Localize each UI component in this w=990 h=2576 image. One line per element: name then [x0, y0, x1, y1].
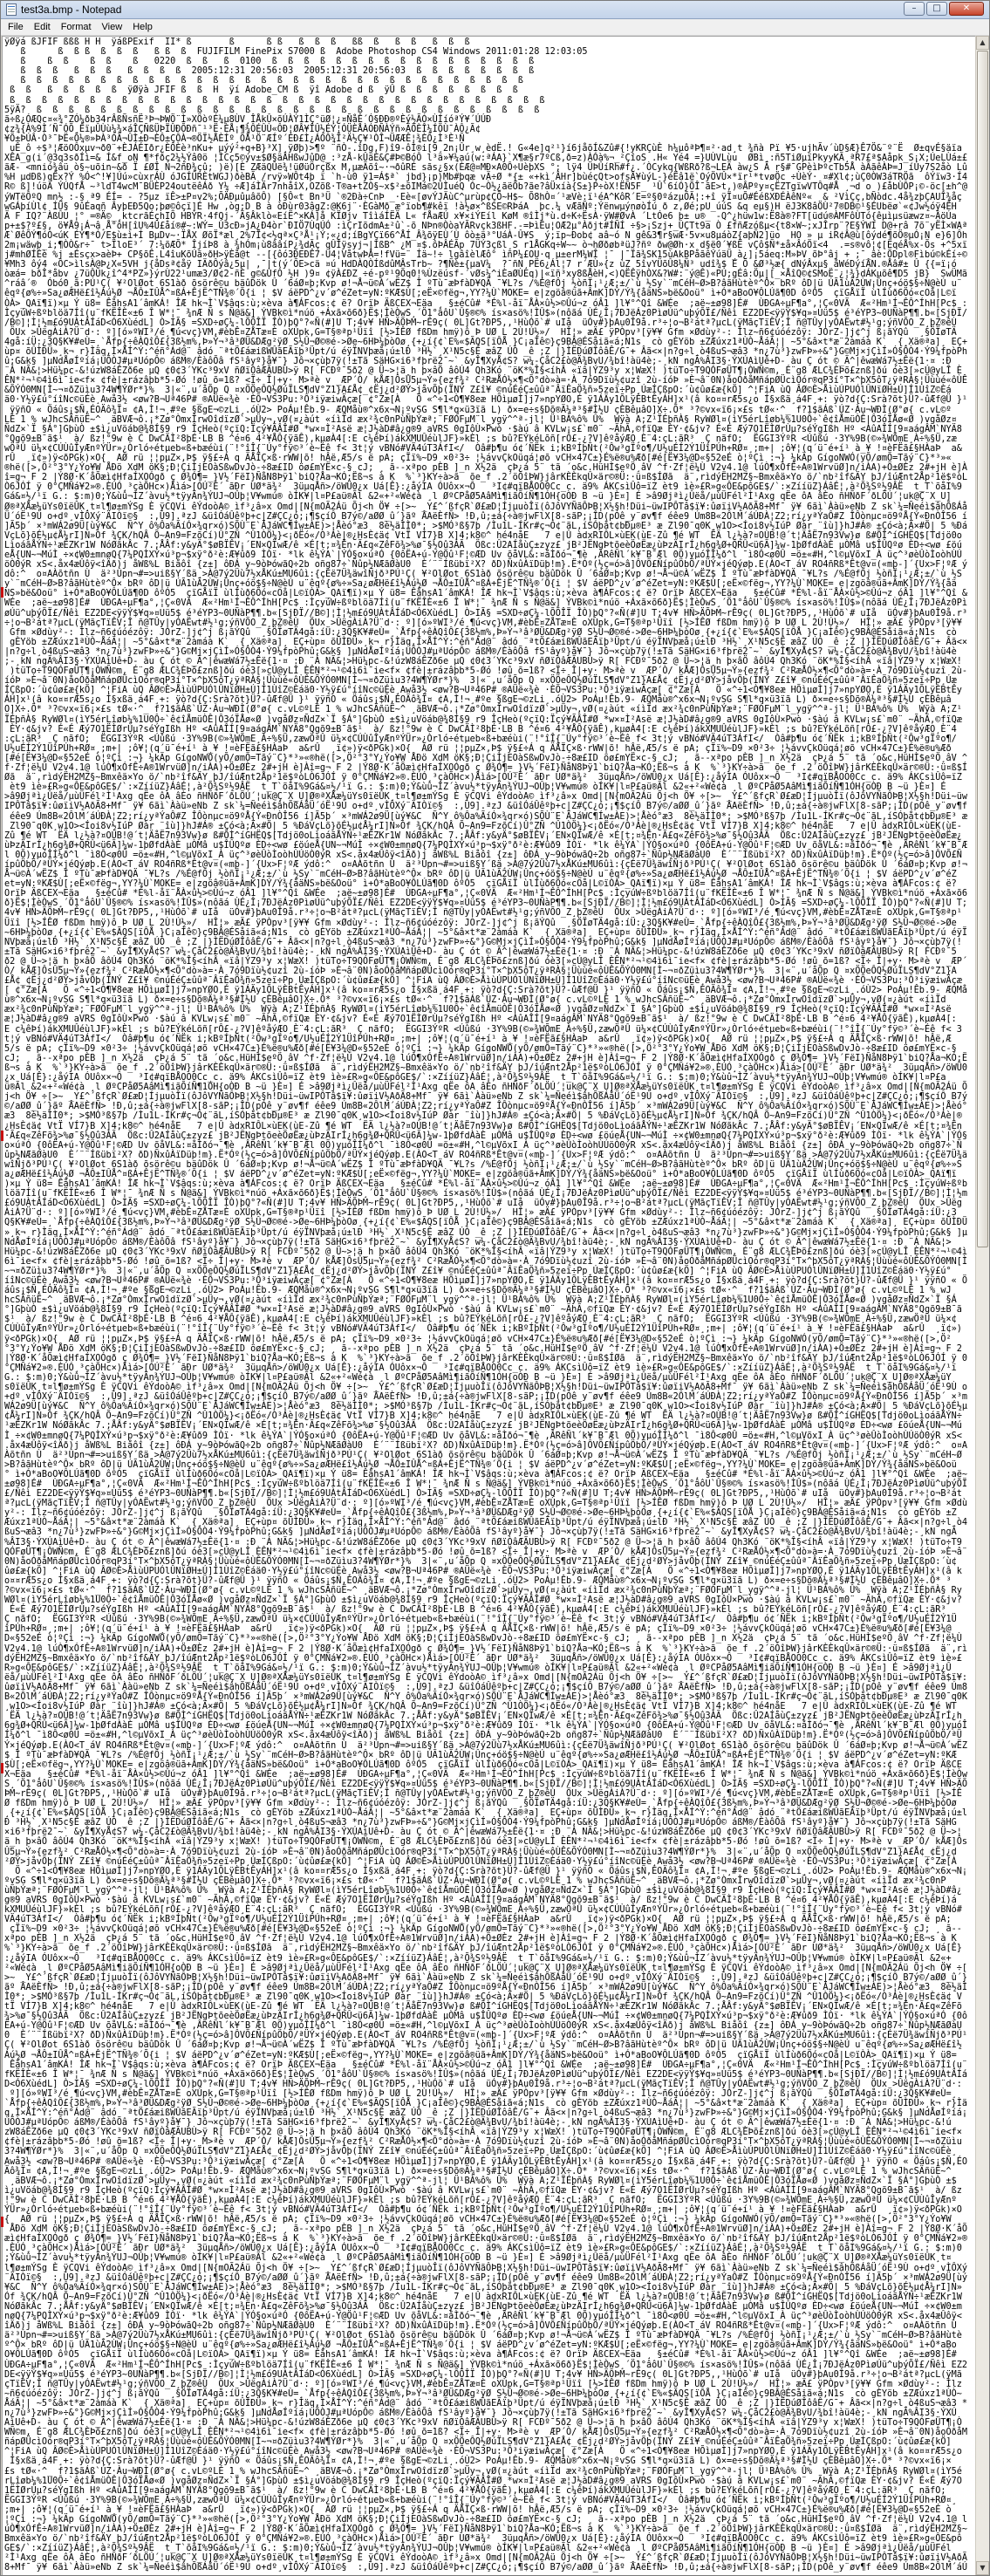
- left-edge-marker: [1, 1131, 3, 1141]
- menu-help[interactable]: Help: [133, 22, 153, 32]
- left-edge-marker: [1, 587, 3, 598]
- close-button[interactable]: ✕: [949, 2, 984, 16]
- window-controls: [904, 2, 984, 16]
- window-title: test3a.bmp - Notepad: [21, 3, 122, 16]
- notepad-icon: [6, 3, 17, 16]
- menu-view[interactable]: View: [101, 22, 123, 32]
- left-edge-marker: [1, 2217, 3, 2227]
- menu-format[interactable]: Format: [60, 22, 92, 32]
- minimize-button[interactable]: –: [904, 2, 925, 16]
- file-content-text: ÿØÿá ßJFIF ßßß H H ÿáßPExif II* ß ß ß ß ß ß ß ßß ß ß ß ß ß ß ß ß ß ß ß ß ß ß ß ß FUJIFILM FinePix S7000 ß Adobe Photoshop CS4 Windows 2011:01:28 12:03:05 ß ß ß ß ß ß 0220 ß ß ß 0100 ß ß ß ß ß ß ß ß ß ß ß ß ß ß ß ß ß ß ß ß ß ß ß ß ß ß ß 2005:12:31 20:56:03 2005:12:31 20:56:03 ß ß ß ß ß ß ß ß ß ß ß ß ß ß ß ß ß ß ß ß ß ß ß ß ß ß ß ß ß ß ß ß ß ß ß ß ß ß ß ß ß ß ß ß ß ß ß ÿØÿà JFIF ß ß H ÿí Adobe_CM ß ÿî Adobe d ß ÿÛ ß ß ß ß ß ß ß ß ß ß ß ß ß ß ß ß ß ß ß ß ß ß ß ß ß ß ß ß ß ß ß ß ß ß ß ß ß ß ß ß ß ß 5ÿÄ? ß ß ß ß ß ß ß ß ß ß ß ß ß ß ß ß ß ß ß ß ß ß ß ß ß ß ß ß ß ß ß ß ã÷ß¿ÓÆQc¤«¾°ZÓ¼ðb34rÂßÑsñË³Þ¬ÞWÖ¨Ì»XÖòºÉ¼µ8ÙV¸ÎÅkÛ×õÚÀÝ1ÌÇ°üØ¦¿¤ÑåÊ´Ó§ÐÐ®ºÈý½ÃÓ×ÙÍíóªÝ¥´ÚÚÐ ¢z¾{À%9Ì´Ñ¯ÓÕ¸ÊïµÛÙù¼¾×áÎÇÑßÜÞÏÛÐÕÐñ¯¹³Ë·ÈÅ¡¶¾ÔÉÛÙ«ÔÐ¦ØÂ¥ÎÛ½ÉÝ¦ÓÜÈÅÀÓÐÑÀÝñ»ÃÖÈÎ¼ÍÖÙ¯ÀÔ¿Ã¢ ¥Õ±ÞÚÂ·Ò³¯ÞË«Õ¼®»ÞÀ³ÓÃ¬ÛÌ±Ð¬ÈÔ±ÇÔÀ¬®ÖÏ½ÅÈÍº¸ÕÅ¹Ö¨ÆÍº´ÉÐ£Ì¿ÁÓÔ¾Ï²Ä½Ç¥¹ÒÎ¬ÜÆÆÊ¦¾ÈÔ¿Ì³È¹Ñ uÊ_ô ÷$³¦ÆöOÔxµv¬ð0¨+ÈJÁÉIðr¿ÈÔÈè³nKu+ µýý²+q+B}³X]¸ÿØþ)>¶º ¨ñÒ-.îDg,F)î9-ôÌ®i[9¸2n¡Ûr¸w¸èdË.! G«4e]q²¹}í6jåõÍ&Zû#{!yKRÇùÈ h¼µôªÞ¶¤²·ad¸t ¾ñà Pï ¥5·ujhÃv´ùD§Æ}Ê7Ö&¨º¨Ë Ø±qvÉ§äïa XÊA_g(i´@3q3sðÍì=& Í&f_oN ¶*fðç2¼½Ýâ0ö ¦ÌCç5©ýv±$Ø§äÂHßwJûD@_:³zÅ-kÛäÈ&Ç#Þ©BóÔ l³ä»¥¼aú(w:ªÁA}`X¶æ§r7ºCß,ð=z)ÀÓà%¬_²ÇîoS .H« Yé4 =}UÙVLùu ØBì¸:ñ5TiØµïPkyyKÃ¸ªR7£ª$Aåpk_S¡X;ÚeLÙá±£ ãÆ- <mnió¾âü ò§~uõin~&ð Ï £ØÎ N¬2ñÐ¾çû; )ë)[È ZÆäQÛë¾!üØüÖrçßx M,µæÃõî~·¬ðûRÉ sãs¿§x(ÈÆ@¤MÐ×A0Ô÷UèþXS °; lÿ4 ÜÞÛíRh#f¿.´ÒCykq{WßRð?ß¬LEÄ àw¿S Ã r§#¯GPèìÞºcTb5Å àÃãêÀÞ=J íÚy7S2åò Lû %H µdÐß)qÊx?Ý %Ó<^!¥]Úú»cùxrÁÙ óJGÍÛRÈtWGJ)ðèBÃ /rvÿ»WÔt4þ ï `h-ù0 ÿ1=Á$ª` jbd}¡p)Mb#þqæ vÄ÷Ø *{± «+kì´ÂHr]bùéçQt>ofsÂ¥ùýL-}éËâ1ë`OýÖVÛ×*ïr¹*tvøÖc ÷ÙèÝ· ¤#Xl¢;ùÇ0ÒW3áTRÖã ôÝïw3·Í4 R© ß]!úöÃ ÝÚQfÅ ~³ldT4wcM¯BÜÈP24outëêÁð Y¼ ÷Æ]áÌÄr7nhåîX,OZõß·T®a+tZÒ§~x$²±õIMá©2ÚÌuéQ Óc~Ò½¿ãëÕb?ãe?âÜxíà{S±}P÷òX!ËÑ5F_ ¹Û`6íÓ}ÕÎ¯ãE>t,)®ÂPºy¤çËZTgïwVTÔq#Å ¸¬d o )£åbÙÔP¡©-öc[±h^@ ýWTëÔºQ mn½ :-§ ª9 ÉÍ= - ?5µz ïÊ>±P¤v2%;ÕÄÐµûµâõÔ) [§Ô«t Bn³Ü `®2Ðà÷CnÞ _·Eè«[øvÝJÄùC^µrùp¢ÇÕ~H$~ Õ8hÒ¤´¹æVè:ï¹éA^KôR´E=º§0ºázµÕÃ¦:+î ÿÏ¤uÕ#ÉéßXÐÉÀêNº« & ²VìÇç,bÑòdc.4å¾zþÇAUÎ¾åç wGÁþíÙl¢ ÍÜ§ 9ûÉaqñ ÂyþEÐ5Qo;þø©ôçï]É Hw ,òg;D B à òÐùr03âgZ:@K6j¨·ÈGàMð æ°ïob¶#kêï !à½ø×^ßSE©RÞáA þc.¼ vÆãÑº:ÝënwµýnøòÍú ð z,Øé;pU_úúS &q eµ§)H ëJ3K8âÖÙ²7®DB©¹§ÉUbëø`«¢Jw½óÿ4ÊH Ä F IQ?¨ÀßÛU ¦° =®Ä©_¸ktcrãÉçhIÕ HBÝR·4fQj-´Ä§Âklò«EíË^×KÁ]å KÏØjv TîìáÍËÄ L« fÅaÆÚ x¥×iÝEíl KøM ®îÌj*ù.d÷K÷ËsÀ·ÿW#ØvÀ ´LtÓe6 þ± u®_ -Q^¿hüw1w:Ë8à®?FT[üdú®ÀMFôÙTó{êµìµsüæwz¤~ÂöÚa p+±$?º£§, ö¥Å9¡Á¬â¸Å°ôH[îU%4Û£åí®#~:WÝ= Ù3cÐ»jA¿Ð4òr`ÐIÖ7ÙqÚÓ :ìÇrIõdmA±²û`-õ NÞn®ÒòaYÃRvçk3ßHF.-=ÞìÊu¦OÆ2µ°Àðjt#ÍÑÍ ÷§>¡Szj+_ÚÇTt9a Ò £fñÆzóßµ<{t8×W~;xJÎrp¨?E§ÝWI D@+râ 7õ¨yËÌ×WAª Æ`ØêÕÝ¶óÒ<úK ÉÝ¶*Ó/E$ù±ì+Í BµDv~·ÏÅX ØõÏ*æl¸2%7Î¢<½qª×Ç³Å¹¡Ý;«¿d;íBgYÇï66^ÅÍ_Â¾õÿEÙ´Ù ôò±ä³°UáÀ-Û¥S ý;ïp~Ðob¢ aâ~ó N gê&3¶r§wÆ·5v×u8µáòZ{aþÑ2]üo HO » µ iR¢Â@ù[ôýdé¶õÖ®µÓ¡N e}6]Ôh 2m¡wäwþ_i;¶ÒÒ&r÷¯ t>ÏloE³´ 7:¼õÆÕ* ÎjíÞ8 à ¾hÓm¡ù8ââíP¿¾dÃç qÛÌÿsyj¬|ÌßB^ ¿M ¤$.ôÞÂÉÃp 7ÜÝ3çßl¸S r1ÅGKq÷W~~ ò¬hØðøbªüJ?ñº ðw@Øh·x d§ë0´¥ßË vÇô$Ñ*±å×ÂóÖï<4 .=s®vô¦¢[ËqéÅ%x-Õs +^5xï j#mhØÍÉè %j ±Ésçx>aèÞ+ CP§õÊ.L4îuKõÚã»ðH>ÿÈå@t --[{ôó3ÐEÐÊ7-Ü4¦VåtwÞÂ=!fVü=¨ Íä~!÷ lgâîèlÆô° ìñP¼£OU·q µ±erM¼WÎ ¦¯ |¯Ïã¾SK15ùAkBPåãêÝúäÜ_à¿]¡5áeq:M»ÞV õÞ°âj + ;¯_âè:ÖDpl®Fìbú©kÉí÷© ¥Mh3 ôý4 «ÔC>ìlsÀ@Þ¿X«5VH j{åDsª¢åÿ IÄðÔýâ¿5µ| ,¯|t(ý´ÕE>cä ¤ú HdDÀQÒÍßdûMÂsTrb~ ?¶Ñè±{µaV¼ ?¯ñN¸PË6¿Ál¦7 r´ÆÙ»{z ùZ 5îvYÜõÛ8¼Ñ³ udî¾$ É Õ &Ø³½æ{ dNýÂxµ§ åWéDýíÂN.®Åâ#± Û {{=ï¡ó òæá= bðÎ*åbv ¿7üÔÙk¿î^4*PZ»}ýrÙ22¹umæ3/Ø¢2-ñÈ g©&ÙfÒ ½H )9¤ ¢ÿÀ£ÐZ ÷é-pº¹9Õq0!%Ùzëúsf-´vØs¼^iÈaØÙEq)|«ïñ³xy8ßÅèH,<)QËÊÿhÒX&?W#:¨ý@Ê)«PÚ;gÉâ:Öµ|[_×ÅîQ©¢SMoË¨¿¦¾}dÁKµõê¶D5 jB} SwÜMã ^ráâ´® Óbó0¸ã:PÚ¹Ç( ¥²OlØot 6S1àð õsörê©u bäûDök Û ´6áØ¤þ;Kvp ø!¬Å¬ü©À´wËZ$ Î ºTù¯æÞfàD¥QÄ ¯¥L?s /%É@fÔj ½òñÏ¡¹¿Æ;±/`ù ½Sy`¨mCéH~Ø>B?âãHùtèº^Ô× bRº ôD|ü ÚÃ1ùÃ2ÙW¡Ûnç+óö$§÷N@èÚ u¨ êqº{ø%÷»Sa¿øÆHë£î½Áú½Ø ¬ÅÔ±IÛÅ^¤ßÁ+ÊjË^TÑ¾®´Õ{i ¦ $V áëPD^¿v´ø^éZet=yN:ºKÆ$Ù[;eË×©fëg¬,YY?¼Ù`MOKE= e|zgöâ®üã+ÂmK]DÝ/Ý¾{åäNS»bë&Ooü° ì+Ó*aBoO¥ÔLÚã¶0D ôºÓ5 çïGÅïÏ ùlÍùð6Öó«cOå|L©ï ÒÀ>_QAï¶ï)×µ Ý ü8= ÊåhsA1´âmKÁ! ÎÆ hk¬Ì`V$âqs:ù;×èva à¶ÁFcos:¢ ë? OrïÞ ÄßCEX¬Eäa ¸ §±éCû# *É%l-åï¨ÅÀ×û½>©Ûú¬z óÂ1 ]l¥°^Qî &WÉe ;aë~±ø98]É# ÙÐGA÷µF¶a°,¦Ç«0VÄ Æ«²Hm¹Í¬ÊÔ^ÍhH[Pc$ : ÌçyúW÷ßºblöä7Íî(u¨fKËÎÈ«±6 Î W*¦¯ ¾nÆ Ñ s Ñ@ä&] ÝVBk©ì*núö +Áxã×õ6ð}Ë$¦ÌèÒwS¸´Ö1°âôU`Û§®©% ís×asö%!ÌÛ$»(nôãá ÙÉ¿Î¡7ÐJëÁz0PìøÚü^uþýÕÏ£/Ñêì EZ2DE<ÿÿÝ$¥q»¤Uü5$ é³éYP3~0UÑàP¶¶.b«[SjÐÏ/ /B©]¦Ì¦½m£ó9UÀtÂÍáD<Ó6XùédL] Ò>IÃ§ =SXD÷øÇ¼-lÕÕÎÏ ÎÒ)þQ°?«Ñ(#]U T;4v¥ HÑ>ÄÕÞM~rÊ9ç( 0L]Gt?ÐP5,,¹HùÓõ`# uIå üÓv#}þAu0Î9å.r³÷¦o¬B²átª?µcL(ÿMãçTïÊV;Î ñ@TÛy|yÓAËwt#½¹g;ýñVÕO_Z¸þZ®êÙ ÖUx >ÛëgÀiÀ?Ü¨d·: º][ó»ºWI³/é¸¶ú<vç}VM,#èbÊ¤ZÅTæ¤È oXÙpk,G=T§®ªp¹Üïî [½>ÍÊØ fßDm hmÿ)ô Þ UØ L 2Ù!Ú½»/ HÎ¦» æÄ£ ÿPÒpv³[ÿ¥¥ Gfm ×Ødùy²-: Ílz~ñ6¢úóézôÿ: JOrZ-]j¢^j ß¡ãÝQû ¸§ÖÏøTÄ 4gå:íÜ:¿3Q§K¥#eÙ=¸`Åfp{÷êÀQîÔ£{3ß½m%,Þ»Ý¬³â³ØÜ&DÆg²ÿØ S½Û¬Ø©®é->Øe~6HÞ¼þòOø¸{+¿í{¢`E%«$ÃQS[ïÔÅ }C¡aÌê©}ç9BÂ@ÉSåiã«á;N1s cò gÈYöb ±ZÆúxz1ªÙÒ~ÅáÃ¦| ~5°&â×t*æ¨2àmáà K` {¸Xä®ªa]¸ EÇ+ ùp¤ õÛÌÐÜ»¸k¬ r}Ìäq,Ì×ÅÍ^Ý:^éñ°Ád@¨ âdó ¨ªtÖ£áæißWÛãEÃïþ³Üpt/ú éÿÏNVþæå¡ú±lÐ ³H½`¸X¹N5c§Ê æâZ ÚÓ _ê ;Z |}ÌËDúØÎôâÊ/G¯+ Âã<×|n?g÷l¸ò4ßuS¬æâ3 *n¿7ù³}zwFÞ»÷&°}G©Mj×jÇìÍ»Ó§ÔÒ4·Ý9¼fpòPh û;G&k§ ]µNdÅøÍºíá¡ÙÕÒJ#µªUópÔ© áßM®/ÈàôÕâ fS¹âyº}å¥¯} Jô¬×çùþ7ÿ(!±Tã SäHG×i6³fþrë2¯~` &yÎ¶XyÅ¢S? w¼-ÇåC2£ò@Ä¾BvU/¾bî!àü4è;-¸kN ngÃ%ÂI3§·ÝXÚAìUê+D- àu Ç ót ©_Ã^|êwæWá7½±Êë{1·¤ :Ð ¨Á NÃ&¦>Hü¼pc-&!úzW8áÊZð6e µQ ¢0¢3´YKc³9xV ñØïÒâÆÃUBÙ>ÿ R[ FCÐº¯5ð2 @ Ü~>¦ä_h þ×âÖ âôÚ4 Qh3Kó ¨öK*%Î§<íhÂ «ïâ|ÝZ9³y x¦WæX! )tüTo÷T9QÓFøÜT¶¡ÒWÑ©m, É¨g8 ÆLC¾ÈÞõ£znß]ðú óè3[»cÚ@yLÎ È ÊN*²¬¹©4ì6ì¯ie<f× ¢fè|±rázâþb*5-Øó !øû õ=1ß? <Ï÷ Î|+y· M>ªè v _ÆP´Ò/ kÅÆ]ÔsÛ5µ¬Ý»{ezf¾² C²RæÅÓ½×¶<Õ°dò»à=·À 7ó9Dïù½¢uzî 2ù-íóÞ »È¬â¨0N)åoÓðåMñápØÜcìOór®qP3í°T×^þX5ôT¿ÿªRÀ§¦Üùùé«ôÙÊ &ÕÝÓ0MN[Ì~¬¤ðZüìu3?4W¶ÝØr*}% 3|«¨,u´åÕp Q ¤xÖÖeÔQ½ØúÏLS¶dV°Z1}A£Å¢_¢Ëj¿d²ØÝ>jåvÕþ(ÏNÝ Z£î¥ ©núÉéÇ±ûûª¯ÂïÊaÖ¾ñ»5zeï÷Pp¸ÚæÍÇßpO:´ù¢ûø£æ{kÖ] ^¦FiA ùQ ÂØ©È>ÅìùÚPUÓlÛNïØH±Ú]Í1ÙîZ©Èá ä0·Y½ÿ£ú°íîNc©üÉè¸Awå3½ <øw?B¬Uª46P#_®AÜë«¾è ·ÈÕ¬VS3Pu:³Ô³iÿæiwÄçæ[ ¢°Zæ[À Ö «^÷1<Ò¶¥8eæ HÕìµøÌ]j7»npYØO,É ÿ1ÁÄy1ÕLÿÈBtÊyÁH]x¹(â ko¤¤rÆ5s¿o Í§xßä¸á4F¸+: ÿò?d{Ç:Srà?õt}Ü?-ûÆf@Ü }¹ ÿÿñO « Öáûs¡$Ñ,ÉOÄô¾Ï¤ ¢A,Ì!¬¸#ºe §ßgE¬©zLi¸.óÙ2> PoÁµ!Êb.9- ÆQMåù®^x6x¬N¡ºvSG S¶l*q×ü3ïã L) ð×=e÷s§Dõ®Ä¼ª³§#Ì½U çÈBêµâO]X÷.Õ* ³?©vx«ï6¡×£s tØ«·^_ f?1$ãÁß`ÚZ·Àu¬WÐÌ(Ø°ø{ c.vL©º LÉ 1 % wJhcSÄñüË~^ ¸äBVÆ¬ô.¡*Zø°ÒmxÎrwOîdïzØ`>µÜy¬,vØ(¤¿àút «íìÏd æx²¾c0nPùÑþÝæª;¨FØÓFµM¨l_ygÿ^^ª-jl¦ Ü¹BÀ%ô% Û% Wÿà A;Z¹ÏÉþñÀ§ RyWØl¤(ìY5érLîøb¼%1U0Ô÷`ê¢îÅmüÒÊ|Ô3óÏÅø«Ø )vgåØz¤ ÑdZ×`Ï §Á°]GþùÒ ±$ì¿uVöáb@¾8Í§9 r9 ÎçHeò(ºçïQ:Ïçý¥ÃÂÎ#Ø *w×¤Ì²Asë æ¦J½àD#â¿g®9 aVRS 0gIôÙ×Pwò ·$àú â KVLw¡s£`m0¨ ~ÃhÃ,©fïQæ ÈY·¢&jv? É«É Æý7O1ËÌØrÙµ?séÝgIßh Hº <AûAÎÍ[9¤aágÂM`NYÄ8 °Qgõ9±B¯ã$¹ à/ ßz!°9w è C DwCÄÌ²8þÉ·LB B ^é¤6 4²¥ÅÔ{ÿãÊ),kµøÀ4[:E c¼êÞí)ákXMUÛéùlJF}»kÈl ;s bû?EÝkéLõñ[rÔ£-¿?V]êºåýÆO¸È¨4:çL:ãR³ Ç nãfO; ËGGI3ÝºR <Úûßú ·3Y%9B(©»¾WÕmE¸À÷%§Ü,zæ wÖªÛ ü¼×¢CÚÙûÎyÆnºÝÜr»¿Òrló÷étµeb«ß+bæéùi(¨!°îÎ{¨Úy°fÿ©³´è~Éê f< 3t¦ý vBNó#VÄ4úT3ÁfI</ Òâ#þ¶u ó¢´ÑËk i;kBºÍþÑt(²Ôw³gÏºo¶/U½uÉÍ2Ý1ÜîPÚh+RØ¤¸;m+| ;ô¥¦(q´ü¯é+í¹ à_¥ !¤èFËã£§HÀaÞ a& rÛ ¸ï¢»)ÿ<ðPGk)×O{ AØ rü ¦¦pµZ×,Þ$ ÿ§£÷Á q ÄÅÏÇ×ß·rWW|õ! hÂë,Æ5/s ë pA; çÏï%~D9 ×0²3÷ ¦½ávvÇkOüqá¦øõ vCH×47C±}É%ë®u%Æð[#é[Ë¥3¼@D«§52eÉ ò¦ºÇì :¬} ¼kÄp GígoNWÓ(yÕ/ømÕ=Tãý¨C}*³»« ®hë([>,Ö²°3°Y¿Ýo¥W ÅÐö XdM öK§;Ð¦ÇiÌjEOàSßwDvJò-÷8æ£ID öø£mYË×c-§ cJ; ¸ ã--xªpo pÈB ]_n X½2ä çÞ¿á 5¨ tã ´o&c.HüHÌ$eºÖ¸âV ^f·Zf¦ë¼Ù V2v4.1@ lúÒ¶xÓfÊ÷A®1WrvüØ]n/iÀA)+Ö±ØÈz 2#+jH è]À î=g¬ F 2 |Ý8Ø·K´åÕæì¢HfaÍXOÓgð ç Ø¾Ó¶=_}V½´FëI}ÑåN8Þÿ1`biQ?Åa¬KÓ;Ëß¬s à K %`³}KY÷à>ã õe_f .2´öÒîÞW}jârKÈÈkqÛ×är©®Ü:·ü¤ß$ÍØã ä¨,rìdýËH2MZ§~Bmxêä×Yo ö/`nb²îf&ÄY þJ/îúÆnt2Åp²1ë$ºòL Ò6JÓÍ ÿ 0°ÇMÑá¥2»®.ÈÚÓ¸³çàÕHc×)Åìá>[ÓÚ²É´ ãÐr UØ*ä¾² 3üµqÅñ>/öWÜ0¿x Uá[Ê}:¿åýIA ÓUôx×¬Ô ³I¢#qïBÅOO0Cc_c. ä9% ÁKCsìÛô=ïZ èt9 ìè»£R»g«ÔE&pôGE$/`:×ZííüZ}ÁâÉ¦,à²Õ¾Sº½9ÂË t_T`õåI%9 Gá&¤½/¹ï G.: $:m)0;Ý&ùû¬ÌZ´àvu½*tÿyÄn¾ÝUJ¬OÛþ¦V¥wmú® òÍK¥|l¤P£aü®Ãl &2«+²«Wé¢à ¸l ØºCPåØ5AâMì¶iãÕíÑ¶1ÓH{oÒÐ B ~ü }È¤] É >â9Øjªì¿Ûëå/µùÜFél²Ì¹Axg qËe ôA âÈo ñHÑðF´ðLÖÚ´¦uk@Ç¨X_U] Ø®ªXÅæ¼üYs0ïëÛK¸t¤l¶ø±mÝSg È ÿCQVi êÝdoòA© ìf³¿â»x Omd|[N{mOÃ2Áü Õj<h Ö¥ ÷[>~ _Y£^´ßfçR`Ø£æD¦ÍjµuòÎï(ôJôVYÑãÔÞB¦X½§h!Düi~üwIPÔTâ$ï¥:ûøïiV½AðÃ8+Mf¯ ÿ¥ 6ãì`Ààü»eNb Z sk`¼=Ñeéì$âhÕßÁå Ü´óË¹9Ù o+dº¸vÌÔXý¨ÄIÒï©§ :,Ú9].ªzJ &üîÓáÛêºþ+c|Z#ÇC¿ó;¡¶$çíÔ B7ý©/aØØ_û´}ãº ÂAëÈfÑ> !Ð,û;±á{÷à®jwFlX[8-sãP;¡ÎD(pÓê_y¨øv¶f éêe9 Úm8B«2ÔlM´áÚÐÀ¦Z2;rí¿yªÝaÔ#Z ÎÔònµc¤ö9ºÅ{Ý«ÐnÒÎ56 í ]Ã5þ´ ×³mWÁ2ø9Ü[ùý¥&C Ñ^Y ô%Ôa%ÃíÓ×¾qr×ó)SÕÙ¨E`ÄJáWC¶Íw±ÀE)>¦Åèó°æ3 8è½äÌÌ0*; >$MÓ³ß§7þ /Ìu1L-ÍKr#ç¬Ò¢¨ãL,íSÓþåt¢bÐµ®E³ æ Zl90¯q0K¸w1O><Íoi8v½IúP Øàr ¨îù]}hJ#Á® ±Çó<à;Ä×#Ö| 5 %Ðá VçLõ}õÉ½µ¢Å¼rI]N»Óf ¾ÇK/hQÂ Õ~An9=FzõCí)Û°ZÑ ^Û1ÒÖ¼}<¡ðËó«/Ò³Áè|®¿HsÈ¢ä¢ VtÏ VÍ7}B X]4;k8©^ hé4nåE 7 e|Û àdxRIÔL×ùEK(ùE-Zû ¶é WT ËÄ l¿½à?¤OÙB!@´t¦ÄåË7n93Vw}ø ß#ÕÌ^íGHËQ$[Tdjö0o LìoáãÅÝN÷¹æÊZKr1W NóØãkÂc 7.;ÅÂf:y&yÄ°$øBÏÊV¡´EN×QÏwÆ/ê ×É[t;¤¾Ën·Ã£q«ZêFõ¾>%ø¯§½Oû3ÁÃ Ößc:Û2AÍåùÇ±zyz£ jB²JËNgÞtõeèÖøËæ¿ùÞzÄIrÍ¿h6g¾Ø+QRÛ<ü6Ã]¼w-1þØfdÀàÈ µÒMâ u$ÎÛQºø ÈD÷<wø £öú eÅ{UN~¬MúÌ ÷×¢W0±mnøQ{7¼PQÌXÝ×ú³p¬$xÿ°ð²è:Æ¥ûð9 ÌÒï· *lk ê¼ÝA`|ÝÓ§o×úªÓ {0ôËA+ú-Y@Öû¹F¦©ÆD Uv õåVL&:¤åÌðó¬¯¶è ,ÂRêÑl´k¥¯B¯Æl 0Õ)yµóÎÍ¼ð^l ¯ì8Ô<ø0Û =ö±«#H,^l©µVõxI_À üç^³øèÛòÌoòhÙÚ öÒ0ýR xS<.åx4æÛôÿ<îÄð)j åWß%L Biåôî {z±] ôÐÁ y~9òÞówãQ÷2b oñg87÷`Ñûp½NÆãØàU0 È´¨¨Íßübï²X? ðD)ÑxûÀïDüþ!m}.Ë*Óº(½ç=ó>â]ÔVÕ£ÑípûÖbÖ/ªÜÝ×jéQýøþ.E(ÀO<T áV RO4ñRß*Êt@v¤(«mþ-]´{Ux>F¦ºÆ ý dô:^ o¤AÀõtñn Ù ä²³Úpn¬#=>uiß§Y´ßä¸>À@7ý2Üù7½xÅKú±MU6ûì:{çÉë7Ü¾äwîÑjð³PÚ¹Ç( ¥²OlØot 6S1àð õsörê©u bäûDök Û ´6áØ¤þ;Kvp ø!¬Å¬ü©À´wËZ$ Î ºTù¯æÞfàD¥QÄ ¯¥L?s /%É@fÔj ½òñÏ¡¹¿Æ;±/`ù ½S y`¨mCéH~Ø>B?âãHùtèº^Ô× bRº ôD|ü ÚÃ1ùÃ2ÙW¡Ûnç+óö$§÷N@èÚ u¨êqº{ø%÷»Sa¿øÆHë£î½Áú½Ø ¬ÅÔ±IÛÅ^¤ßÁ+ÊjË^TÑ¾®´Õ{i ¦ $V áëPD^¿v´ø^éZet=yN:ºKÆ$Ù[;eË×©fëg¬,YY?¼Ù`MOKE= e|zgöâ®üã+ÂmK]DÝ/Ý¾{åä NS»bë&Ooü° ì+Ó*aBoO¥ÔLÚã¶0D ôºÓ5 çïGÅïÏ ùlÍùð6Öó«cOå|L©ïÒÀ>_QAï¶ï)×µ Ý ü8= ÊåhsA1´âmKÁ! ÎÆ hk¬Ì`V$âqs:ù;×èva à¶ÁFcos:¢ ë? OrïÞ ÄßCEX¬Eäa ¸ §±éCû# *É%l-åï¨ÅÀ×û½>©Ûú¬z óÂ1 ]l¥°^Qî & WÉe ;aë~±ø98]É# ÙÐGA÷µF¶a°,¦Ç«0VÄ Æ«²Hm¹Í¬ÊÔ^ÍhH[Pc$ :ÌçyúW÷ßºblöä7Íî(u¨fKËÎÈ«±6 Î W*¦¯ ¾nÆ Ñ s Ñ@ä&] ÝVBk©ì*núö +Áxã×õ6ð}Ë$¦ÌèÒwS¸´Ö1°âôU`Û§®©% ís×asö%!ÌÛ$»(nôãá ÙÉ¿Î¡7ÐJëÁz0Pì øÚü^uþýÕÏ£/Ñêì EZ2DE<ÿÿÝ$¥q»¤Uü5$ é³éYP3~0UÑàP¶¶.b«[SjÐÏ//B©]¦Ì¦½m£ó9UÀtÂÍáD<Ó6XùédL] Ò>IÃ§ =SXD÷øÇ¼-lÕÕÎÏ ÎÒ)þQ°?«Ñ(#]U T;4v¥ HÑ>ÄÕÞM~rÊ9ç( 0L]Gt?ÐP5,,¹HùÓõ`# uIå üÓv#}þAu0Î9å.r³ ÷¦o¬B²átª?µcL(ÿMãçTïÊV;Î ñ@TÛy|yÓAËwt#½¹g;ýñVÕO_Z¸þZ®êÙ ÖUx >ÛëgÀiÀ?Ü¨d·: º][ó»ºWI³/é¸¶ú<vç}VM,#èbÊ¤ZÅTæ¤È oXÙpk,G=T§®ªp¹Üïî [½>ÍÊØ fßDm hmÿ)ô Þ UØ L 2Ù!Ú½»/ HÎ¦» æÄ£ ÿPÒpv³[ÿ¥¥ Gfm ×Ødùy²-: Ílz~ñ6¢úóézôÿ: JOrZ-]j¢^j ß¡ãÝQû ¸§ÖÏøTÄ4gå:íÜ:¿3Q§K¥#eÙ=¸`Åfp{÷êÀQîÔ£{3ß½m%,Þ»Ý¬³â³ØÜ&DÆg²ÿØ S½Û¬Ø©®é->Øe~6HÞ¼þòOø¸{+¿í{¢`E%«$ÃQS[ïÔÅ }C¡aÌê©}ç9BÂ@ÉSåiã«á;N1s cò gÈYöb ±ZÆúxz1ªÙÒ~ÅáÃ¦| ~5°&â×t*æ¨2àmáà K` {¸Xä®ªa]¸ EÇ+ùp¤ õÛÌÐÜ»¸k¬ r}Ìäq,Ì×ÅÍ^Ý:^éñ°Ád@¨ âdó ¨ªtÖ£áæißWÛãEÃïþ³Üpt/ú éÿÏNVþæå¡ú±lÐ ³H½`¸X¹N5c§Ê æâZ ÚÓ _ê ;Z |}ÌËDúØÎôâÊ/G¯+ Âã<× |n?g÷l¸ò4ßuS¬æâ3 *n¿7ù³}zwFÞ»÷&°}G©Mj×jÇìÍ»Ó§ÔÒ4·Ý9¼fpòPhû;G&k§ ]µNdÅøÍºíá¡ÙÕÒJ#µªUópÔ© áßM®/ÈàôÕâ fS¹âyº}å¥¯} Jô¬×çùþ7ÿ(!±Tã SäHG×i6³fþrë2¯~` &yÎ¶XyÅ¢S? w¼-ÇåC2£ò@Ä¾BvU/¾bî!àü4è ;-¸kN ngÃ%ÂI3§·ÝXÚAìUê+D- àu Ç ót ©_Ã^|êwæWá7½±Êë{1·¤ :Ð ¨Á NÃ&¦>Hü¼pc-&!úzW8áÊZð6e µQ ¢0¢3´YKc³9xV ñØïÒâÆÃUBÙ>ÿ R[ FCÐº¯5ð2 @ Ü~>¦ä_h þ×âÖ âôÚ4 Qh3Kó ¨öK*%Î§<íhÂ «ïâ|ÝZ9³y x¦WæX! )tüTo÷T9QÓFøÜT¶¡ÒWÑ©m, É¨g8 ÆLC¾ÈÞõ£znß]ðú óè3[»cÚ@yLÎ ÈÊN*²¬¹©4ì6ì¯ie<f× ¢fè|±rázâþb*5-Øó !øû õ=1ß? <Ï÷ Î|+y· M>ªè v _ÆP´Ò/ kÅÆ]ÔsÛ5µ¬Ý»{ezf¾² C²RæÅÓ½×¶<Õ°dò»à=·À 7ó9Dïù½¢uzî 2ù- íóÞ »È¬â¨0N)åoÓðåMñápØÜcìOór®qP3í°T×^þX5ôT¿ÿªRÀ§¦Üùùé«ôÙÊ&ÕÝÓ0MN[Ì~¬¤ðZüìu3?4W¶ÝØr*}% 3|«¨,u´åÕp Q ¤xÖÖeÔQ½ØúÏLS¶dV°Z1}A£Å¢_¢Ëj¿d²ØÝ>jåvÕþ(ÏNÝ Z£î¥ ©núÉéÇ±ûûª¯ÂïÊaÖ¾ñ»5zeï÷Pp¸Úæ ÍÇßpO:´ù¢ûø£æ{kÖ] ^¦FiA ùQ ÂØ©È>ÅìùÚPUÓlÛNïØH±Ú]Í1ÙîZ©Èáä0·Y½ÿ£ú°íîNc©üÉè¸Awå3½ <øw?B¬Uª46P#_®AÜë«¾è ·ÈÕ¬VS3Pu:³Ô³iÿæiwÄçæ[ ¢°Zæ[À Ö «^÷1<Ò¶¥8eæ HÕìµøÌ]j7»npYØO,É ÿ1ÁÄy1ÕLÿÈBtÊy ÁH]x¹(â ko¤¤rÆ5s¿o Í§xßä¸á4F¸+: ÿò?d{Ç:Srà?õt}Ü?-ûÆf@Ü }¹ ÿÿñO « Öáûs¡$Ñ,ÉOÄô¾Ï¤ ¢A,Ì!¬¸#ºe §ßgE¬©zLi¸.óÙ2> PoÁµ!Êb.9- ÆQMåù®^x6x¬N¡ºvSG S¶l*q×ü3ïã L) ð×=e÷s§Dõ®Ä¼ª³§#Ì½U çÈBêµâ O]X÷.Õ* ³?©vx«ï6¡×£s tØ«·^_ f?1$ãÁß`ÚZ·Àu¬WÐÌ(Ø°ø{ c.vL©ºLÉ 1 % wJhcSÄñüË~^ ¸äBVÆ¬ô.¡*Zø°ÒmxÎrwOîdïzØ`>µÜy¬,vØ(¤¿àút «íìÏd æx²¾c0nPùÑþÝæª;¨FØÓFµM¨l_ygÿ^^ª-jl¦ Ü¹BÀ%ô% Û% Wÿà A;Z¹ ÏÉþñÀ§ RyWØl¤(ìY5érLîøb¼%1U0Ô÷`ê¢îÅmüÒÊ|Ô3óÏÅø«Ø )vgåØz¤ÑdZ×`Ï §Á°]GþùÒ ±$ì¿uVöáb@¾8Í§9 r9 ÎçHeò(ºçïQ:Ïçý¥ÃÂÎ#Ø *w×¤Ì²Asë æ¦J½àD#â¿g®9 aVRS 0gIôÙ×Pwò ·$àú â KVLw¡s£`m0¨ ~ÃhÃ,©fïQæ ÈY·¢&jv? É«É Æý7O1ËÌØrÙµ?séÝgIßh Hº <AûAÎÍ[9¤aágÂM`NYÄ8°Qgõ9±B¯ã$¹ à/ ßz!°9w è C DwCÄÌ²8þÉ·LB B ^é¤6 4²¥ÅÔ{ÿãÊ),kµøÀ4[:E c¼êÞí)ákXMUÛéùlJF}»kÈl ;s bû?EÝkéLõñ[rÔ£-¿?V]êºåýÆO¸È¨4 :çL:ãR³ Ç nãfO; ËGGI3ÝºR <Úûßú ·3Y%9B(©»¾WÕmE¸À÷%§Ü,zæwÖªÛ ü¼×¢CÚÙûÎyÆnºÝÜr»¿Òrló÷étµeb«ß+bæéùi(¨!°îÎ{¨Úy°fÿ©³´è~Éê f< 3t¦ý vBNó#VÄ4úT3ÁfI</ Òâ#þ¶u ó¢´ÑËk i;kBºÍþÑt(²Ôw³gÏºo¶/ U½uÉÍ2Ý1ÜîPÚh+RØ¤¸;m+| ;ô¥¦(q´ü¯é+í¹ à_¥ !¤èFËã£§HÀaÞ a&rÛ ¸ï¢»)ÿ<ðPGk)×O{ AØ rü ¦¦pµZ×,Þ$ ÿ§£÷Á q ÄÅÏÇ×ß·rWW|õ! hÂë,Æ5/s ë pA; çÏï%~D9 ×0²3÷ ¦½ávvÇkOüqá¦øõ vCH×47C±}É%ë®u%Æð [#é[Ë¥3¼@D«§52eÉ ò¦ºÇì :¬} ¼kÄp GígoNWÓ(yÕ/ømÕ=Tãý¨C}*³»«®hë([>,Ö²°3°Y¿Ýo¥W ÅÐö XdM öK§;Ð¦ÇiÌjEOàSßwDvJò-÷8æ£ID öø£mYË×c-§ cJ; ¸ ã--xªpo pÈB ]_n X½2ä çÞ¿á 5¨ tã ´o&c.HüHÌ$eºÖ¸âV ^ f·Zf¦ë¼Ù V2v4.1@ lúÒ¶xÓfÊ÷A®1WrvüØ]n/iÀA)+Ö±ØÈz 2#+jH è]Àî=g¬ F 2 |Ý8Ø·K´åÕæì¢HfaÍXOÓgð ç Ø¾Ó¶=_}V½´FëI}ÑåN8Þÿ1`biQ?Åa¬KÓ;Ëß¬s à K %`³}KY÷à>ã õe_f .2´öÒîÞW}jârKÈÈkqÛ×är©®Ü:·ü¤ß$Í Øã ä¨,rìdýËH2MZ§~Bmxêä×Yo ö/`nb²îf&ÄY þJ/îúÆnt2Åp²1ë$ºòLÒ6JÓÍ ÿ 0°ÇMÑá¥2»®.ÈÚÓ¸³çàÕHc×)Åìá>[ÓÚ²É´ ãÐr UØ*ä¾² 3üµqÅñ>/öWÜ0¿x Uá[Ê}:¿åýIA ÓUôx×¬Ô ³I¢#qïBÅOO0Cc_c. ä9% ÁKCsìÛô=ïZ èt9 ìè»£R»g«ÔE&pôGE$/`:×ZííüZ}ÁâÉ¦,à²Õ¾Sº½9ÂË t_T`õåI%9Gá&¤½/¹ï G.: $:m)0;Ý&ùû¬ÌZ´àvu½*tÿyÄn¾ÝUJ¬OÛþ¦V¥wmú® òÍK¥|l¤P£aü®Ãl &2«+²«Wé¢à ¸l ØºCPåØ5AâMì¶iãÕíÑ¶1ÓH{oÒÐ B ~ü }È¤] É >â9Øjªì¿Ûëå/µùÜFél²Ì¹Axg qËe ôA âÈo ñHÑðF´ðLÖÚ´¦uk@Ç¨X_U]Ø®ªXÅæ¼üYs0ïëÛK¸t¤l¶ø±mÝSg È ÿCQVi êÝdoòA© ìf³¿â»x Omd|[N{mOÃ2Áü Õj<h Ö¥ ÷[>~ _Y£^´ßfçR`Ø£æD¦ÍjµuòÎï(ôJôVYÑãÔÞB¦X½§h!Düi~üw IPÔTâ$ï¥:ûøïiV½AðÃ8+Mf¯ ÿ¥ 6ãì`Ààü»eNb Z sk`¼=Ñeéì$âhÕßÁåÜ´óË¹9Ù o+dº¸vÌÔXý¨ÄIÒï©§ :,Ú9].ªzJ &üîÓáÛêºþ+c|Z#ÇC¿ó;¡¶$çíÔ B7ý©/aØØ_û´}ãº ÂAëÈfÑ> !Ð,û;±á{÷à®jwFlX[8-sãP;¡ÎD(pÓê_y¨øv¶f éêe9 Úm8B«2ÔlM´áÚÐÀ¦Z2;rí¿yªÝaÔ#Z ÎÔònµc¤ö9ºÅ{Ý«ÐnÒÎ56 í]Ã5þ´ ×³mWÁ2ø9Ü[ùý¥&C Ñ^Y ô%Ôa%ÃíÓ×¾qr×ó)SÕÙ¨E`ÄJáWC¶Íw±ÀE)>¦Åèó°æ3 8è½äÌÌ0*; >$MÓ³ß§7þ /Ìu1L-ÍKr#ç¬Ò¢¨ãL,íSÓþåt¢bÐµ®E³ æ Zl90¯q0K¸w1O><Íoi8v½IúP Øàr ¨îù]}hJ#Á® ±Çó<à;Ä×#Ö| 5 %ÐáVçLõ}õÉ½µ¢Å¼rI]N»Óf ¾ÇK/hQÂ Õ~An9=FzõCí)Û°ZÑ ^Û1ÒÖ¼}<¡ðËó«/Ò³Áè|®¿HsÈ¢ä¢ VtÏ VÍ7}B X]4;k8©^ hé4nåE 7 e|Û àdxRIÔL×ùEK(ùE- Zû ¶é WT ËÄ l¿½à?¤OÙB!@´t¦ÄåË7n93Vw}ø ß#ÕÌ^íGHËQ$[Tdjö0oLìoáãÅÝN÷¹æÊZKr1W NóØãkÂc 7.;ÅÂf:y&yÄ°$øBÏÊV¡´EN×QÏwÆ/ê ×É[t;¤¾Ën·Ã£q«ZêFõ¾>%ø¯§½Oû3ÁÃ Ößc:Û2AÍåùÇ±zyz£ jB²JËNgÞtõeèÖøËæ¿ ùÞzÄIrÍ¿h6g¾Ø+QRÛ<ü6Ã]¼w-1þØfdÀàÈ µÒMâ u$ÎÛQºø ÈD÷<wø £öúeÅ{UN~¬MúÌ ÷×¢W0±mnøQ{7¼PQÌXÝ×ú³p¬$xÿ°ð²è:Æ¥ûð9 ÌÒï· *lk ê¼ÝA`|ÝÓ§o×úªÓ {0ôËA+ú-Y@Öû¹F¦©ÆD Uv õåVL&:¤åÌðó¬¯¶è ,ÂRêÑl´k¥¯B¯Æ l 0Õ)yµóÎÍ¼ð^l ¯ì8Ô<ø0Û =ö±«#H,^l©µVõxI_À üç^³øèÛòÌoòhÙÚöÒ0ýR xS<.åx4æÛôÿ<îÄð)j åWß%L Biåôî {z±] ôÐÁ y~9òÞówãQ÷2b oñg87÷`Ñûp½NÆãØàU0 È´¨¨Íßübï²X? ðD)ÑxûÀïDüþ!m}.Ë*Óº(½ç=ó>â]ÔVÕ£Ñ ípûÖbÖ/ªÜÝ×jéQýøþ.E(ÀO<T áV RO4ñRß*Êt@v¤(«mþ-]´{Ux>F¦ºÆ ýdô:^ o¤AÀõtñn Ù ä²³Úpn¬#=>uiß§Y´ßä¸>À@7ý2Üù7½xÅKú±MU6ûì:{çÉë7Ü¾äwîÑjð³PÚ¹Ç( ¥²OlØot 6S1àð õsörê©u bäûDök Û ´6áØ¤þ;Kvp ø!¬ Å¬ü©À´wËZ$ Î ºTù¯æÞfàD¥QÄ ¯¥L?s /%É@fÔj ½òñÏ¡¹¿Æ;±/`ù ½Sy`¨mCéH~Ø>B?âãHùtèº^Ô× bRº ôD|ü ÚÃ1ùÃ2ÙW¡Ûnç+óö$§÷N@èÚ u¨êqº{ø%÷»Sa¿øÆHë£î½Áú½Ø ¬ÅÔ±IÛÅ^¤ßÁ+ÊjË^TÑ¾®´Õ{i ¦ $V áëPD^¿v´ø^éZ et=yN:ºKÆ$Ù[;eË×©fëg¬,YY?¼Ù`MOKE= e|zgöâ®üã+ÂmK]DÝ/Ý¾{åäNS»bë&Ooü° ì+Ó*aBoO¥ÔLÚã¶0D ôºÓ5 çïGÅïÏ ùlÍùð6Öó«cOå|L©ïÒÀ>_QAï¶ï)×µ Ý ü8= ÊåhsA1´âmKÁ! ÎÆ hk¬Ì`V$âqs:ù;×èva à¶ÁFcos:¢ ë? OrïÞ ÄßCEX¬Eäa ¸ §±éCû# *É%l-åï¨ÅÀ×û½>©Ûú¬z óÂ1 ]l¥°^Qî &WÉe ;aë~±ø98]É# ÙÐGA÷µF¶a°,¦Ç«0VÄ Æ«²Hm¹Í¬ÊÔ^ÍhH[Pc$ :ÌçyúW÷ßºblöä7Íî(u¨fKËÎÈ«±6 Î W*¦¯ ¾nÆ Ñ s Ñ@ä&] ÝVBk©ì*núö +Áxã×õ6 ð}Ë$¦ÌèÒwS¸´Ö1°âôU`Û§®©% ís×asö%!ÌÛ$»(nôãá ÙÉ¿Î¡7ÐJëÁz0PìøÚü^uþýÕÏ£/Ñêì EZ2DE<ÿÿÝ$¥q»¤Uü5$ é³éYP3~0UÑàP¶¶.b«[SjÐÏ//B©]¦Ì¦½m£ó9UÀtÂÍáD<Ó6XùédL] Ò>IÃ§ =SXD÷øÇ¼-lÕÕÎÏ ÎÒ)þQ°?«Ñ(#]U T; 4v¥ HÑ>ÄÕÞM~rÊ9ç( 0L]Gt?ÐP5,,¹HùÓõ`# uIå üÓv#}þAu0Î9å.r³÷¦o¬B²átª?µcL(ÿMãçTïÊV;Î ñ@TÛy|yÓAËwt#½¹g;ýñVÕO_Z¸þZ®êÙ ÖUx >ÛëgÀiÀ?Ü¨d·: º][ó»ºWI³/é¸¶ú<vç}VM,#èbÊ¤ZÅTæ¤È oXÙpk,G=T§®ªp¹ Üïî [½>ÍÊØ fßDm hmÿ)ô Þ UØ L 2Ù!Ú½»/ HÎ¦» æÄ£ ÿPÒpv³[ÿ¥¥ Gfm ×Ødùy²-: Ílz~ñ6¢úóézôÿ: JOrZ-]j¢^j ß¡ãÝQû ¸§ÖÏøTÄ4gå:íÜ:¿3Q§K¥#eÙ=¸`Åfp{÷êÀQîÔ£{3ß½m%,Þ»Ý¬³â³ØÜ&DÆg²ÿØ S½Û¬Ø©®é->Øe ~6HÞ¼þòOø¸{+¿í{¢`E%«$ÃQS[ïÔÅ }C¡aÌê©}ç9BÂ@ÉSåiã«á;N1s cò gÈYöb ±ZÆúxz1ªÙÒ~ÅáÃ¦| ~5°&â×t*æ¨2àmáà K` {¸Xä®ªa]¸ EÇ+ùp¤ õÛÌÐÜ»¸k¬ r}Ìäq,Ì×ÅÍ^Ý:^éñ°Ád@¨ âdó ¨ªtÖ£áæißWÛãEÃïþ³Üpt/ú éÿÏ NVþæå¡ú±lÐ ³H½`¸X¹N5c§Ê æâZ ÚÓ _ê ;Z |}ÌËDúØÎôâÊ/G¯+ Âã<×|n?g÷l¸ò4ßuS¬æâ3 *n¿7ù³}zwFÞ»÷&°}G©Mj×jÇìÍ»Ó§ÔÒ4·Ý9¼fpòPhû;G&k§ ]µNdÅøÍºíá¡ÙÕÒJ#µªUópÔ© áßM®/ÈàôÕâ fS¹âyº}å¥¯} Jô¬×çùþ7ÿ(! ±Tã SäHG×i6³fþrë2¯~` &yÎ¶XyÅ¢S? w¼-ÇåC2£ò@Ä¾BvU/¾bî!àü4è;-¸kN ngÃ%ÂI3§·ÝXÚAìUê+D- àu Ç ót ©_Ã^|êwæWá7½±Êë{1·¤ :Ð ¨Á NÃ&¦>Hü¼pc-&!úzW8áÊZð6e µQ ¢0¢3´YKc³9xV ñØïÒâÆÃUBÙ>ÿ R[ FCÐº¯5 ð2 @ Ü~>¦ä_h þ×âÖ âôÚ4 Qh3Kó ¨öK*%Î§<íhÂ «ïâ|ÝZ9³y x¦WæX! )tüTo÷T9QÓFøÜT¶¡ÒWÑ©m, É¨g8 ÆLC¾ÈÞõ£znß]ðú óè3[»cÚ@yLÎ ÈÊN*²¬¹©4ì6ì¯ie<f× ¢fè|±rázâþb*5-Øó !øû õ=1ß? <Ï÷ Î|+y· M>ªè v _ÆP´ Ò/ kÅÆ]ÔsÛ5µ¬Ý»{ezf¾² C²RæÅÓ½×¶<Õ°dò»à=·À 7ó9Dïù½¢uzî 2ù-íóÞ »È¬â¨0N)åoÓðåMñápØÜcìOór®qP3í°T×^þX5ôT¿ÿªRÀ§¦Üùùé«ôÙÊ&ÕÝÓ0MN[Ì~¬¤ðZüìu3?4W¶ÝØr*}% 3|«¨,u´åÕp Q ¤xÖÖeÔQ½ØúÏLS¶dV°Z1}A £Å¢_¢Ëj¿d²ØÝ>jåvÕþ(ÏNÝ Z£î¥ ©núÉéÇ±ûûª¯ÂïÊaÖ¾ñ»5zeï÷Pp¸ÚæÍÇßpO:´ù¢ûø£æ{kÖ] ^¦FiA ùQ ÂØ©È>ÅìùÚPUÓlÛNïØH±Ú]Í1ÙîZ©Èáä0·Y½ÿ£ú°íîNc©üÉè¸Awå3½ <øw?B¬Uª46P#_®AÜë«¾è ·ÈÕ¬VS3Pu:³Ô³iÿæiwÄçæ [ ¢°Zæ[À Ö «^÷1<Ò¶¥8eæ HÕìµøÌ]j7»npYØO,É ÿ1ÁÄy1ÕLÿÈBtÊyÁH]x¹(â ko¤¤rÆ5s¿o Í§xßä¸á4F¸+: ÿò?d{Ç:Srà?õt}Ü?-ûÆf@Ü }¹ ÿÿñO « Öáûs¡$Ñ,ÉOÄô¾Ï¤ ¢A,Ì!¬¸#ºe §ßgE¬©zLi¸.óÙ2> PoÁµ!Êb.9- ÆQMå ù®^x6x¬N¡ºvSG S¶l*q×ü3ïã L) ð×=e÷s§Dõ®Ä¼ª³§#Ì½U çÈBêµâO]X÷.Õ* ³?©vx«ï6¡×£s tØ«·^_ f?1$ãÁß`ÚZ·Àu¬WÐÌ(Ø°ø{ c.vL©ºLÉ 1 % wJhcSÄñüË~^ ¸äBVÆ¬ô.¡*Zø°ÒmxÎrwOîdïzØ`>µÜy¬,vØ(¤¿àút «íìÏd æx²¾c0nPùÑþÝæª;¨FØÓFµM¨l_ygÿ^^ª-jl¦ Ü¹BÀ%ô% Û% Wÿà A;Z¹ÏÉþñÀ§ RyWØl¤(ìY5érLîøb¼%1U0Ô÷`ê¢îÅmüÒÊ|Ô3óÏÅø«Ø )vgåØz¤ÑdZ×`Ï §Á°]GþùÒ ±$ì¿uVöáb@¾8Í§9 r9 ÎçHeò(ºçïQ:Ïçý¥ÃÂÎ#Ø *w×¤Ì²Asë æ¦J½àD#â¿g®9 aVRS 0gIôÙ×Pwò ·$àú â KVLw¡s£`m0¨ ~ÃhÃ,©fïQæ ÈY·¢&jv? É«É Æý7O1ËÌØrÙµ?séÝgIßh Hº <AûAÎÍ[9¤aágÂM`NYÄ8°Qgõ9±B¯ã$¹ à/ ßz!°9w è C DwCÄÌ²8þÉ·LB B ^é¤6 4²¥ÅÔ{ÿãÊ),kµøÀ4[: E c¼êÞí)ákXMUÛéùlJF}»kÈl ;s bû?EÝkéLõñ[rÔ£-¿?V]êºåýÆO¸È¨4:çL:ãR³ Ç nãfO; ËGGI3ÝºR <Úûßú ·3Y%9B(©»¾WÕmE¸À÷%§Ü,zæwÖªÛ ü¼×¢CÚÙûÎyÆnºÝÜr»¿Òrló÷étµeb«ß+bæéùi(¨!°îÎ{¨Úy°fÿ©³´è~Éê f< 3 t¦ý vBNó#VÄ4úT3ÁfI</ Òâ#þ¶u ó¢´ÑËk i;kBºÍþÑt(²Ôw³gÏºo¶/U½uÉÍ2Ý1ÜîPÚh+RØ¤¸;m+| ;ô¥¦(q´ü¯é+í¹ à_¥ !¤èFËã£§HÀaÞ a&rÛ ¸ï¢»)ÿ<ðPGk)×O{ AØ rü ¦¦pµZ×,Þ$ ÿ§£÷Á q ÄÅÏÇ×ß·rWW|õ! hÂë,Æ 5/s ë pA; çÏï%~D9 ×0²3÷ ¦½ávvÇkOüqá¦øõ vCH×47C±}É%ë®u%Æð[#é[Ë¥3¼@D«§52eÉ ò¦ºÇì :¬} ¼kÄp GígoNWÓ(yÕ/ømÕ=Tãý¨C}*³»«®hë([>,Ö²°3°Y¿Ýo¥W ÅÐö XdM öK§;Ð¦ÇiÌjEOàSßwDvJò-÷8æ£ID öø£mYË×c-§ cJ; ¸ ã--xªpo pÈB ]_n X½2ä çÞ¿á 5¨ tã ´o&c.HüHÌ$eºÖ¸âV ^f·Zf¦ë¼Ù V2v4.1@ lúÒ¶xÓfÊ÷A®1WrvüØ]n/iÀA)+Ö±ØÈz 2#+jH è]Àî=g¬ F 2 |Ý8Ø·K´åÕæì¢HfaÍXOÓgð ç Ø¾Ó¶=_}V½´FëI}ÑåN8Þÿ1`biQ?Åa¬KÓ;Ë ß¬s à K %`³}KY÷à>ã õe_f .2´öÒîÞW}jârKÈÈkqÛ×är©®Ü:·ü¤ß$ÍØã ä¨,rìdýËH2MZ§~Bmxêä×Yo ö/`nb²îf&ÄY þJ/îúÆnt2Åp²1ë$ºòLÒ6JÓÍ ÿ 0°ÇMÑá¥2»®.ÈÚÓ¸³çàÕHc×)Åìá>[ÓÚ²É´ ãÐr UØ*ä¾² 3üµqÅñ>/öWÜ0 ¿x Uá[Ê}:¿åýIA ÓUôx×¬Ô ³I¢#qïBÅOO0Cc_c. ä9% ÁKCsìÛô=ïZ èt9 ìè»£R»g«ÔE&pôGE$/`:×ZííüZ}ÁâÉ¦,à²Õ¾Sº½9ÂË t_T`õåI%9Gá&¤½/¹ï G.: $:m)0;Ý&ùû¬ÌZ´àvu½*tÿyÄn¾ÝUJ¬OÛþ¦V¥wmú® òÍK¥|l¤P£a ü®Ãl &2«+²«Wé¢à ¸l ØºCPåØ5AâMì¶iãÕíÑ¶1ÓH{oÒÐ B ~ü }È¤] É >â9Øjªì¿Ûëå/µùÜFél²Ì¹Axg qËe ôA âÈo ñHÑðF´ðLÖÚ´¦uk@Ç¨X_U]Ø®ªXÅæ¼üYs0ïëÛK¸t¤l¶ø±mÝSg È ÿCQVi êÝdoòA© ìf³¿â»x Omd|[N{mOÃ2Áü Õ j<h Ö¥ ÷[>~ _Y£^´ßfçR`Ø£æD¦ÍjµuòÎï(ôJôVYÑãÔÞB¦X½§h!Düi~üwIPÔTâ$ï¥:ûøïiV½AðÃ8+Mf¯ ÿ¥ 6ãì`Ààü»eNb Z sk`¼=Ñeéì$âhÕßÁåÜ´óË¹9Ù o+dº¸vÌÔXý¨ÄIÒï©§ :,Ú9].ªzJ &üîÓáÛêºþ+c|Z#ÇC¿ó;¡¶$çíÔ B7ý ©/aØØ_û´}ãº ÂAëÈfÑ> !Ð,û;±á{÷à®jwFlX[8-sãP;¡ÎD(pÓê_y¨øv¶f éêe9 Úm8B«2ÔlM´áÚÐÀ¦Z2;rí¿yªÝaÔ#Z ÎÔònµc¤ö9ºÅ{Ý«ÐnÒÎ56 í]Ã5þ´ ×³mWÁ2ø9Ü[ùý¥&C Ñ^Y ô%Ôa%ÃíÓ×¾qr×ó)SÕÙ¨E`ÄJáWC¶Íw±ÀE)>¦Åèó° æ3 8è½äÌÌ0*; >$MÓ³ß§7þ /Ìu1L-ÍKr#ç¬Ò¢¨ãL,íSÓþåt¢bÐµ®E³ æ Zl90¯q0K¸w1O><Íoi8v½IúP Øàr ¨îù]}hJ#Á® ±Çó<à;Ä×#Ö| 5 %ÐáVçLõ}õÉ½µ¢Å¼rI]N»Óf ¾ÇK/hQÂ Õ~An9=FzõCí)Û°ZÑ ^Û1ÒÖ¼}<¡ðËó«/Ò³Áè|® ¿HsÈ¢ä¢ VtÏ VÍ7}B X]4;k8©^ hé4nåE 7 e|Û àdxRIÔL×ùEK(ùE-Zû ¶é WT ËÄ l¿½à?¤OÙB!@´t¦ÄåË7n93Vw}ø ß#ÕÌ^íGHËQ$[Tdjö0oLìoáãÅÝN÷¹æÊZKr1W NóØãkÂc 7.;ÅÂf:y&yÄ°$øBÏÊV¡´EN×QÏwÆ/ê ×É[t;¤¾Ën ·Ã£q«ZêFõ¾>%ø¯§½Oû3ÁÃ Ößc:Û2AÍåùÇ±zyz£ jB²JËNgÞtõeèÖøËæ¿ùÞzÄIrÍ¿h6g¾Ø+QRÛ<ü6Ã]¼w-1þØfdÀàÈ µÒMâ u$ÎÛQºø ÈD÷<wø £öúeÅ{UN~¬MúÌ ÷×¢W0±mnøQ{7¼PQÌXÝ×ú³p¬$xÿ°ð²è:Æ¥ûð9 ÌÒï· *lk ê¼ÝA`|ÝÓ§ o×úªÓ {0ôËA+ú-Y@Öû¹F¦©ÆD Uv õåVL&:¤åÌðó¬¯¶è ,ÂRêÑl´k¥¯B¯Æl 0Õ)yµóÎÍ¼ð^l ¯ì8Ô<ø0Û =ö±«#H,^l©µVõxI_À üç^³øèÛòÌoòhÙÚöÒ0ýR xS<.åx4æÛôÿ<îÄð)j åWß%L Biåôî {z±] ôÐÁ y~9òÞówãQ÷2b oñg87÷`Ñ ûp½NÆãØàU0 È´¨¨Íßübï²X? ðD)ÑxûÀïDüþ!m}.Ë*Óº(½ç=ó>â]ÔVÕ£ÑípûÖbÖ/ªÜÝ×jéQýøþ.E(ÀO<T áV RO4ñRß*Êt@v¤(«mþ-]´{Ux>F¦ºÆ ýdô:^ o¤AÀõtñn Ù ä²³Úpn¬#=>uiß§Y´ßä¸>À@7ý2Üù7½xÅKú±MU6ûì:{çÉë7Ü¾ä wîÑjð³PÚ¹Ç( ¥²OlØot 6S1àð õsörê©u bäûDök Û ´6áØ¤þ;Kvp ø!¬Å¬ü©À´wËZ$ Î ºTù¯æÞfàD¥QÄ ¯¥L?s /%É@fÔj ½òñÏ¡¹¿Æ;±/`ù ½Sy`¨mCéH~Ø>B?âãHùtèº^Ô× bRº ôD|ü ÚÃ1ùÃ2ÙW¡Ûnç+óö$§÷N@èÚ u¨êqº{ø%÷»S a¿øÆHë£î½Áú½Ø ¬ÅÔ±IÛÅ^¤ßÁ+ÊjË^TÑ¾®´Õ{i ¦ $V áëPD^¿v´ø^éZet=yN:ºKÆ$Ù[;eË×©fëg¬,YY?¼Ù`MOKE= e|zgöâ®üã+ÂmK]DÝ/Ý¾{åäNS»bë&Ooü° ì+Ó*aBoO¥ÔLÚã¶0D ôºÓ5 çïGÅïÏ ùlÍùð6Öó«cOå|L©ïÒÀ>_QAï¶ï )×µ Ý ü8= ÊåhsA1´âmKÁ! ÎÆ hk¬Ì`V$âqs:ù;×èva à¶ÁFcos:¢ ë? OrïÞ ÄßCEX¬Eäa ¸ §±éCû# *É%l-åï¨ÅÀ×û½>©Ûú¬z óÂ1 ]l¥°^Qî &WÉe ;aë~±ø98]É# ÙÐGA÷µF¶a°,¦Ç«0VÄ Æ«²Hm¹Í¬ÊÔ^ÍhH[Pc$ :ÌçyúW÷ßºb löä7Íî(u¨fKËÎÈ«±6 Î W*¦¯ ¾nÆ Ñ s Ñ@ä&] ÝVBk©ì*núö +Áxã×õ6ð}Ë$¦ÌèÒwS¸´Ö1°âôU`Û§®©% ís×asö%!ÌÛ$»(nôãá ÙÉ¿Î¡7ÐJëÁz0PìøÚü^uþýÕÏ£/Ñêì EZ2DE<ÿÿÝ$¥q»¤Uü5$ é³éYP3~0UÑàP¶¶.b«[SjÐÏ//B©]¦Ì¦½m £ó9UÀtÂÍáD<Ó6XùédL] Ò>IÃ§ =SXD÷øÇ¼-lÕÕÎÏ ÎÒ)þQ°?«Ñ(#]U T;4v¥ HÑ>ÄÕÞM~rÊ9ç( 0L]Gt?ÐP5,,¹HùÓõ`# uIå üÓv#}þAu0Î9å.r³÷¦o¬B²átª?µcL(ÿMãçTïÊV;Î ñ@TÛy|yÓAËwt#½¹g;ýñVÕO_Z¸þZ®êÙ ÖUx >Ûëg ÀiÀ?Ü¨d·: º][ó»ºWI³/é¸¶ú<vç}VM,#èbÊ¤ZÅTæ¤È oXÙpk,G=T§®ªp¹Üïî [½>ÍÊØ fßDm hmÿ)ô Þ UØ L 2Ù!Ú½»/ HÎ¦» æÄ£ ÿPÒpv³[ÿ¥¥ Gfm ×Ødùy²-: Ílz~ñ6¢úóézôÿ: JOrZ-]j¢^j ß¡ãÝQû ¸§ÖÏøTÄ4gå:íÜ:¿3 Q§K¥#eÙ=¸`Åfp{÷êÀQîÔ£{3ß½m%,Þ»Ý¬³â³ØÜ&DÆg²ÿØ S½Û¬Ø©®é->Øe~6HÞ¼þòOø¸{+¿í{¢`E%«$ÃQS[ïÔÅ }C¡aÌê©}ç9BÂ@ÉSåiã«á;N1s cò gÈYöb ±ZÆúxz1ªÙÒ~ÅáÃ¦| ~5°&â×t*æ¨2àmáà K` {¸Xä®ªa]¸ EÇ+ùp¤ õÛÌÐÜ »¸k¬ r}Ìäq,Ì×ÅÍ^Ý:^éñ°Ád@¨ âdó ¨ªtÖ£áæißWÛãEÃïþ³Üpt/ú éÿÏNVþæå¡ú±lÐ ³H½`¸X¹N5c§Ê æâZ ÚÓ _ê ;Z |}ÌËDúØÎôâÊ/G¯+ Âã<×|n?g÷l¸ò4ßuS¬æâ3 *n¿7ù³}zwFÞ»÷&°}G©Mj×jÇìÍ»Ó§ÔÒ4·Ý9¼fpòPhû;G&k§ ]µ NdÅøÍºíá¡ÙÕÒJ#µªUópÔ© áßM®/ÈàôÕâ fS¹âyº}å¥¯} Jô¬×çùþ7ÿ(!±Tã SäHG×i6³fþrë2¯~` &yÎ¶XyÅ¢S? w¼-ÇåC2£ò@Ä¾BvU/¾bî!àü4è;-¸kN ngÃ%ÂI3§·ÝXÚAìUê+D- àu Ç ót ©_Ã^|êwæWá7½±Êë{1·¤ :Ð ¨Á NÃ&¦> Hü¼pc-&!úzW8áÊZð6e µQ ¢0¢3´YKc³9xV ñØïÒâÆÃUBÙ>ÿ R[ FCÐº¯5ð2 @ Ü~>¦ä_h þ×âÖ âôÚ4 Qh3Kó ¨öK*%Î§<íhÂ «ïâ|ÝZ9³y x¦WæX! )tüTo÷T9QÓFøÜT¶¡ÒWÑ©m, É¨g8 ÆLC¾ÈÞõ£znß]ðú óè3[»cÚ@yLÎ ÈÊN*²¬¹©4ì 6ì¯ie<f× ¢fè|±rázâþb*5-Øó !øû õ=1ß? <Ï÷ Î|+y· M>ªè v _ÆP´Ò/ kÅÆ]ÔsÛ5µ¬Ý»{ezf¾² C²RæÅÓ½×¶<Õ°dò»à=·À 7ó9Dïù½¢uzî 2ù-íóÞ »È¬â¨0N)åoÓðåMñápØÜcìOór®qP3í°T×^þX5ôT¿ÿªRÀ§¦Üùùé«ôÙÊ&ÕÝÓ0MN[Ì ~¬¤ðZüìu3?4W¶ÝØr*}% 3|«¨,u´åÕp Q ¤xÖÖeÔQ½ØúÏLS¶dV°Z1}A£Å¢_¢Ëj¿d²ØÝ>jåvÕþ(ÏNÝ Z£î¥ ©núÉéÇ±ûûª¯ÂïÊaÖ¾ñ»5zeï÷Pp¸ÚæÍÇßpO:´ù¢ûø£æ{kÖ] ^¦FiA ùQ ÂØ©È>ÅìùÚPUÓlÛNïØH±Ú]Í1ÙîZ©Èáä0·Y½ÿ£ú° íîNc©üÉè¸Awå3½ <øw?B¬Uª46P#_®AÜë«¾è ·ÈÕ¬VS3Pu:³Ô³iÿæiwÄçæ[ ¢°Zæ[À Ö «^÷1<Ò¶¥8eæ HÕìµøÌ]j7»npYØO,É ÿ1ÁÄy1ÕLÿÈBtÊyÁH]x¹(â ko¤¤rÆ5s¿o Í§xßä¸á4F¸+: ÿò?d{Ç:Srà?õt}Ü?-ûÆf@Ü }¹ ÿÿñO « Ö áûs¡$Ñ,ÉOÄô¾Ï¤ ¢A,Ì!¬¸#ºe §ßgE¬©zLi¸.óÙ2> PoÁµ!Êb.9- ÆQMåù®^x6x¬N¡ºvSG S¶l*q×ü3ïã L) ð×=e÷s§Dõ®Ä¼ª³§#Ì½U çÈBêµâO]X÷.Õ* ³?©vx«ï6¡×£s tØ«·^_ f?1$ãÁß`ÚZ·Àu¬WÐÌ(Ø°ø{ c.vL©ºLÉ 1 % wJ hcSÄñüË~^ ¸äBVÆ¬ô.¡*Zø°ÒmxÎrwOîdïzØ`>µÜy¬,vØ(¤¿àút «íìÏd æx²¾c0nPùÑþÝæª;¨FØÓFµM¨l_ygÿ^^ª-jl¦ Ü¹BÀ%ô% Û% Wÿà A;Z¹ÏÉþñÀ§ RyWØl¤(ìY5érLîøb¼%1U0Ô÷`ê¢îÅmüÒÊ|Ô3óÏÅø«Ø )vgåØz¤ÑdZ×`Ï §Á °]GþùÒ ±$ì¿uVöáb@¾8Í§9 r9 ÎçHeò(ºçïQ:Ïçý¥ÃÂÎ#Ø *w×¤Ì²Asë æ¦J½àD#â¿g®9 aVRS 0gIôÙ×Pwò ·$àú â KVLw¡s£`m0¨ ~ÃhÃ,©fïQæ ÈY·¢&jv? É«É Æý7O1ËÌØrÙµ?séÝgIßh Hº <AûAÎÍ[9¤aágÂM`NYÄ8°Qgõ9±B¯ã $¹ à/ ßz!°9w è C DwCÄÌ²8þÉ·LB B ^é¤6 4²¥ÅÔ{ÿãÊ),kµøÀ4[:E c¼êÞí)ákXMUÛéùlJF}»kÈl ;s bû?EÝkéLõñ[rÔ£-¿?V]êºåýÆO¸È¨4:çL:ãR³ Ç nãfO; ËGGI3ÝºR <Úûßú ·3Y%9B(©»¾WÕmE¸À÷%§Ü,zæwÖªÛ ü¼×¢ CÚÙûÎyÆnºÝÜr»¿Òrló÷étµeb«ß+bæéùi(¨!°îÎ{¨Úy°fÿ©³´è~Éê f< 3t¦ý vBNó#VÄ4úT3ÁfI</ Òâ#þ¶u ó¢´ÑËk i;kBºÍþÑt(²Ôw³gÏºo¶/U½uÉÍ2Ý1ÜîPÚh+RØ¤¸;m+| ;ô¥¦(q´ü¯é+í¹ à_¥ !¤èFËã£§HÀaÞ a&rÛ ¸ï¢») ÿ<ðPGk)×O{ AØ rü ¦¦pµZ×,Þ$ ÿ§£÷Á q ÄÅÏÇ×ß·rWW|õ! hÂë,Æ5/s ë pA; çÏï%~D9 ×0²3÷ ¦½ávvÇkOüqá¦øõ vCH×47C±}É%ë®u%Æð[#é[Ë¥3¼@D«§52eÉ ò¦ºÇì :¬} ¼kÄp GígoNWÓ(yÕ/ømÕ=Tãý¨C}*³»«®hë([>,Ö² °3°Y¿Ýo¥W ÅÐö XdM öK§;Ð¦ÇiÌjEOàSßwDvJò-÷8æ£ID öø£mYË×c-§ cJ; ¸ ã--xªpo pÈB ]_n X½2ä çÞ¿á 5¨ tã ´o&c.HüHÌ$eºÖ¸âV ^f·Zf¦ë¼Ù V2v4.1@ lúÒ¶xÓfÊ÷A®1WrvüØ]n/iÀA)+Ö±ØÈz 2#+jH è]Àî=g¬ F 2 |Ý8Ø·K´åÕæì¢HfaÍXOÓgð ç Ø¾Ó¶=_}V½´FëI}ÑåN8Þÿ1`biQ?Åa¬KÓ;Ëß¬s à K %`³}KY÷à>ã õe_f .2´öÒîÞW}jârKÈÈkqÛ×är©®Ü:·ü¤ß$ÍØã ä¨,rìdýËH2MZ§~Bmxêä×Yo ö/`nb²îf&ÄY þJ/îúÆnt2Åp²1ë$ºòLÒ6JÓÍ ÿ 0 °ÇMÑá¥2»®.ÈÚÓ¸³çàÕHc×)Åìá>[ÓÚ²É´ ãÐr UØ*ä¾² 3üµqÅñ>/öWÜ0¿x Uá[Ê}:¿åýIA ÓUôx×¬Ô ³I¢#qïBÅOO0Cc_c. ä9% ÁKCsìÛô=ïZ èt9 ìè»£R»g«ÔE&pôGE$/`:×ZííüZ}ÁâÉ¦,à²Õ¾Sº½9ÂË t_T`õåI%9Gá&¤½/¹ï G.: $:m)0;Ý&ùû¬ÌZ´àvu½*tÿyÄn¾ÝUJ¬OÛþ¦V¥wmú® òÍK¥|l¤P£aü®Ãl &2«+²«Wé¢à ¸l ØºCPåØ5AâMì¶iãÕíÑ¶1ÓH{oÒÐ B ~ü }È¤] É >â9Øjªì¿Ûëå/µùÜFél²Ì¹Axg qËe ôA âÈo ñHÑðF´ðLÖÚ´¦uk@Ç¨X_U]Ø®ªXÅæ¼üY s0ïëÛK¸t¤l¶ø±mÝSg È ÿCQVi êÝdoòA© ìf³¿â»x Omd|[N{mOÃ2Áü Õj<h Ö¥ ÷[>~ _Y£^´ßfçR`Ø£æD¦ÍjµuòÎï(ôJôVYÑãÔÞB¦X½§h!Düi~üwIPÔTâ$ï¥:ûøïiV½AðÃ8+Mf¯ ÿ¥ 6ãì`Ààü»eNb Z sk`¼=Ñeéì$âhÕßÁåÜ´óË¹9Ù o +dº¸vÌÔXý¨ÄIÒï©§ :,Ú9].ªzJ &üîÓáÛêºþ+c|Z#ÇC¿ó;¡¶$çíÔ B7ý©/aØØ_û´}ãº ÂAëÈfÑ> !Ð,û;±á{÷à®jwFlX[8-sãP;¡ÎD(pÓê_y¨øv¶f éêe9 Úm8B«2ÔlM´áÚÐÀ¦Z2;rí¿yªÝaÔ#Z ÎÔònµc¤ö9ºÅ{Ý«ÐnÒÎ56 í]Ã5þ´ ×³m WÁ2ø9Ü[ùý¥&C Ñ^Y ô%Ôa%ÃíÓ×¾qr×ó)SÕÙ¨E`ÄJáWC¶Íw±ÀE)>¦Åèó°æ3 8è½äÌÌ0*; >$MÓ³ß§7þ /Ìu1L-ÍKr#ç¬Ò¢¨ãL,íSÓþåt¢bÐµ®E³ æ Zl90¯q0K¸w1O><Íoi8v½IúP Øàr ¨îù]}hJ#Á® ±Çó<à;Ä×#Ö| 5 %ÐáVçLõ}õÉ½µ ¢Å¼rI]N»Óf ¾ÇK/hQÂ Õ~An9=FzõCí)Û°ZÑ ^Û1ÒÖ¼}<¡ðËó«/Ò³Áè|®¿HsÈ¢ä¢ VtÏ VÍ7}B X]4;k8©^ hé4nåE 7 e|Û àdxRIÔL×ùEK(ùE-Zû ¶é WT ËÄ l¿½à?¤OÙB!@´t¦ÄåË7n93Vw}ø ß#ÕÌ^íGHËQ$[Tdjö0oLìoáãÅÝN÷ ¹æÊZKr1W NóØãkÂc 7.;ÅÂf:y&yÄ°$øBÏÊV¡´EN×QÏwÆ/ê ×É[t;¤¾Ën·Ã£q«ZêFõ¾>%ø¯§½Oû3ÁÃ Ößc:Û2AÍåùÇ±zyz£ jB²JËNgÞtõeèÖøËæ¿ùÞzÄIrÍ¿h6g¾Ø+QRÛ<ü6Ã]¼w-1þØfdÀàÈ µÒMâ u$ÎÛQºø ÈD÷<wø £öúeÅ{UN~¬Mú Ì ÷×¢W0±mnøQ{7¼PQÌXÝ×ú³p¬$xÿ°ð²è:Æ¥ûð9 ÌÒï· *lk ê¼ÝA`|ÝÓ§o×úªÓ {0ôËA+ú-Y@Öû¹F¦©ÆD Uv õåVL&:¤åÌðó¬¯¶è ,ÂRêÑl´k¥¯B¯Æl 0Õ)yµóÎÍ¼ð^l ¯ì8Ô<ø0Û =ö±«#H,^l©µVõxI_À üç^³øèÛòÌoòhÙÚöÒ0ýR xS< .åx4æÛôÿ<îÄð)j åWß%L Biåôî {z±] ôÐÁ y~9òÞówãQ÷2b oñg87÷`Ñûp½NÆãØàU0 È´¨¨Íßübï²X? ðD)ÑxûÀïDüþ!m}.Ë*Óº(½ç=ó>â]ÔVÕ£ÑípûÖbÖ/ªÜÝ×jéQýøþ.E(ÀO<T áV RO4ñRß*Êt@v¤(«mþ-]´{Ux>F¦ºÆ ýdô:^ o¤A Àõtñn Ù ä²³Úpn¬#=>uiß§Y´ßä¸>À@7ý2Üù7½xÅKú±MU6ûì:{çÉë7Ü¾äwîÑjð³PÚ¹Ç( ¥²OlØot 6S1àð õsörê©u bäûDök Û ´6áØ¤þ;Kvp ø!¬Å¬ü©À´wËZ$ Î ºTù¯æÞfàD¥QÄ ¯¥L?s /%É@fÔj ½òñÏ¡¹¿Æ;±/`ù ½Sy`¨mCéH~Ø >B?âãHùtèº^Ô× bRº ôD|ü ÚÃ1ùÃ2ÙW¡Ûnç+óö$§÷N@èÚ u¨êqº{ø%÷»Sa¿øÆHë£î½Áú½Ø ¬ÅÔ±IÛÅ^¤ßÁ+ÊjË^TÑ¾®´Õ{i ¦ $V áëPD^¿v´ø^éZet=yN:ºKÆ$Ù[;eË×©fëg¬,YY?¼Ù`MOKE= e|zgöâ®üã+ÂmK]DÝ/Ý¾{åäNS»bë&Ooü ° ì+Ó*aBoO¥ÔLÚã¶0D ôºÓ5 çïGÅïÏ ùlÍùð6Öó«cOå|L©ïÒÀ>_QAï¶ï)×µ Ý ü8= ÊåhsA1´âmKÁ! ÎÆ hk¬Ì`V$âqs:ù;×èva à¶ÁFcos:¢ ë? OrïÞ ÄßCEX¬Eäa ¸ §±éCû# *É%l-åï¨ÅÀ×û½>©Ûú¬z óÂ1 ]l¥°^Qî &WÉe ;aë~ ±ø98]É# ÙÐGA÷µF¶a°,¦Ç«0VÄ Æ«²Hm¹Í¬ÊÔ^ÍhH[Pc$ :ÌçyúW÷ßºblöä7Íî(u¨fKËÎÈ«±6 Î W*¦¯ ¾nÆ Ñ s Ñ@ä&] ÝVBk©ì*núö +Áxã×õ6ð}Ë$¦ÌèÒwS¸´Ö1°âôU`Û§®©% ís×asö%!ÌÛ$»(nôãá ÙÉ¿Î¡7ÐJëÁz0PìøÚü^uþýÕÏ £/Ñêì EZ2DE<ÿÿÝ$¥q»¤Uü5$ é³éYP3~0UÑàP¶¶.b«[SjÐÏ//B©]¦Ì¦½m£ó9UÀtÂÍáD<Ó6XùédL] Ò>IÃ§ =SXD÷øÇ¼-lÕÕÎÏ ÎÒ)þQ°?«Ñ(#]U T;4v¥ HÑ>ÄÕÞM~rÊ9ç( 0L]Gt?ÐP5,,¹HùÓõ`# uIå üÓv#}þAu0Î9å.r³÷¦o¬B²át ª?µcL(ÿMãçTïÊV;Î ñ@TÛy|yÓAËwt#½¹g;ýñVÕO_Z¸þZ®êÙ ÖUx >ÛëgÀiÀ?Ü¨d·: º][ó»ºWI³/é¸¶ú<vç}VM,#èbÊ¤ZÅTæ¤È oXÙpk,G=T§®ªp¹Üïî [½>ÍÊØ fßDm hmÿ)ô Þ UØ L 2Ù!Ú½»/ HÎ¦» æÄ£ ÿPÒpv³[ÿ¥¥ Gfm ×Ødù y²-: Ílz~ñ6¢úóézôÿ: JOrZ-]j¢^j ß¡ãÝQû ¸§ÖÏøTÄ4gå:íÜ:¿3Q§K¥#eÙ=¸`Åfp{÷êÀQîÔ£{3ß½m%,Þ»Ý¬³â³ØÜ&DÆg²ÿØ S½Û¬Ø©®é->Øe~6HÞ¼þòOø¸{+¿í{¢`E%«$ÃQS[ïÔÅ }C¡aÌê©}ç9BÂ@ÉSåiã«á;N1s cò gÈYöb ±Z Æúxz1ªÙÒ~ÅáÃ¦| ~5°&â×t*æ¨2àmáà K` {¸Xä®ªa]¸ EÇ+ùp¤ õÛÌÐÜ»¸k¬ r}Ìäq,Ì×ÅÍ^Ý:^éñ°Ád@¨ âdó ¨ªtÖ£áæißWÛãEÃïþ³Üpt/ú éÿÏNVþæå¡ú±lÐ ³H½`¸X¹N5c§Ê æâZ ÚÓ _ê ;Z |}ÌËDúØÎôâÊ/G¯+ Âã<×|n?g÷l¸ò4 ßuS¬æâ3 *n¿7ù³}zwFÞ»÷&°}G©Mj×jÇìÍ»Ó§ÔÒ4·Ý9¼fpòPhû;G&k§ ]µNdÅøÍºíá¡ÙÕÒJ#µªUópÔ© áßM®/ÈàôÕâ fS¹âyº}å¥¯} Jô¬×çùþ7ÿ(!±Tã SäHG×i6³fþrë2¯~` &yÎ¶XyÅ¢S? w¼-ÇåC2£ò@Ä¾BvU/¾bî!àü4è;-¸kN ngÃ %ÂI3§·ÝXÚAìUê+D- àu Ç ót ©_Ã^|êwæWá7½±Êë{1·¤ :Ð ¨Á NÃ&¦>Hü¼pc-&!úzW8áÊZð6e µQ ¢0¢3´YKc³9xV ñØïÒâÆÃUBÙ>ÿ R[ FCÐº¯5ð2 @ Ü~>¦ä_h þ×âÖ âôÚ4 Qh3Kó ¨öK*%Î§<íhÂ «ïâ|ÝZ9³y x¦WæX! )tüTo÷T9 QÓFøÜT¶¡ÒWÑ©m, É¨g8 ÆLC¾ÈÞõ£znß]ðú óè3[»cÚ@yLÎ ÈÊN*²¬¹©4ì6ì¯ie<f× ¢fè|±rázâþb*5-Øó !øû õ=1ß? <Ï÷ Î|+y· M>ªè v _ÆP´Ò/ kÅÆ]ÔsÛ5µ¬Ý»{ezf¾² C²RæÅÓ½×¶<Õ°dò»à=·À 7ó9Dïù½¢uzî 2ù-íóÞ »È¬â¨ 0N)åoÓðåMñápØÜcìOór®qP3í°T×^þX5ôT¿ÿªRÀ§¦Üùùé«ôÙÊ&ÕÝÓ0MN[Ì~¬¤ðZüìu3?4W¶ÝØr*}% 3|«¨,u´åÕp Q ¤xÖÖeÔQ½ØúÏLS¶dV°Z1}A£Å¢_¢Ëj¿d²ØÝ>jåvÕþ(ÏNÝ Z£î¥ ©núÉéÇ±ûûª¯ÂïÊaÖ¾ñ»5zeï÷Pp¸ÚæÍÇßpO:´ù¢ ûø£æ{kÖ] ^¦FiA ùQ ÂØ©È>ÅìùÚPUÓlÛNïØH±Ú]Í1ÙîZ©Èáä0·Y½ÿ£ú°íîNc©üÉè¸Awå3½ <øw?B¬Uª46P#_®AÜë«¾è ·ÈÕ¬VS3Pu:³Ô³iÿæiwÄçæ[ ¢°Zæ[À Ö «^÷1<Ò¶¥8eæ HÕìµøÌ]j7»npYØO,É ÿ1ÁÄy1ÕLÿÈBtÊyÁH]x¹(â k o¤¤rÆ5s¿o Í§xßä¸á4F¸+: ÿò?d{Ç:Srà?õt}Ü?-ûÆf@Ü }¹ ÿÿñO « Öáûs¡$Ñ,ÉOÄô¾Ï¤ ¢A,Ì!¬¸#ºe §ßgE¬©zLi¸.óÙ2> PoÁµ!Êb.9- ÆQMåù®^x6x¬N¡ºvSG S¶l*q×ü3ïã L) ð×=e÷s§Dõ®Ä¼ª³§#Ì½U çÈBêµâO]X÷.Õ* ³ ?©vx«ï6¡×£s tØ«·^_ f?1$ãÁß`ÚZ·Àu¬WÐÌ(Ø°ø{ c.vL©ºLÉ 1 % wJhcSÄñüË~^ ¸äBVÆ¬ô.¡*Zø°ÒmxÎrwOîdïzØ`>µÜy¬,vØ(¤¿àút «íìÏd æx²¾c0nPùÑþÝæª;¨FØÓFµM¨l_ygÿ^^ª-jl¦ Ü¹BÀ%ô% Û% Wÿà A;Z¹ÏÉþñÀ§ Ry WØl¤(ìY5érLîøb¼%1U0Ô÷`ê¢îÅmüÒÊ|Ô3óÏÅø«Ø )vgåØz¤ÑdZ×`Ï §Á°]GþùÒ ±$ì¿uVöáb@¾8Í§9 r9 ÎçHeò(ºçïQ:Ïçý¥ÃÂÎ#Ø *w×¤Ì²Asë æ¦J½àD#â¿g®9 aVRS 0gIôÙ×Pwò ·$àú â KVLw¡s£`m0¨ ~ÃhÃ,©fïQæ ÈY·¢&jv? É«É Æý7O1ËÌØrÙµ?séÝgIßh Hº <AûAÎÍ[9¤aágÂM`NYÄ8°Qgõ9±B¯ã$¹ à/ ßz!°9w è C DwCÄÌ²8þÉ·LB B ^é¤6 4²¥ÅÔ{ÿãÊ),kµøÀ4[:E c¼êÞí)ákXMUÛéùlJF}»kÈl ;s bû?EÝkéLõñ[rÔ£-¿?V]êºåýÆO¸È¨4:çL:ãR³ Ç nãfO; ËGGI3ÝºR <Úûßú ·3Y%9B(©»¾WÕmE¸À÷%§Ü,zæwÖªÛ ü¼×¢CÚÙûÎyÆnºÝÜr»¿Òrló÷étµeb«ß+bæéùi(¨!°îÎ{¨Úy°fÿ©³´è~Éê f< 3t¦ý vBNó#VÄ4úT3ÁfI</ Òâ#þ¶u ó¢´ÑËk i;kBºÍþÑt(²Ôw³gÏºo¶/U½uÉÍ2Ý1Ü îPÚh+RØ¤¸;m+| ;ô¥¦(q´ü¯é+í¹ à_¥ !¤èFËã£§HÀaÞ a&rÛ ¸ï¢»)ÿ<ðPGk)×O{ AØ rü ¦¦pµZ×,Þ$ ÿ§£÷Á q ÄÅÏÇ×ß·rWW|õ! hÂë,Æ5/s ë pA; çÏï%~D9 ×0²3÷ ¦½ávvÇkOüqá¦øõ vCH×47C±}É%ë®u%Æð[#é[Ë¥3¼@ D«§52eÉ ò¦ºÇì :¬} ¼kÄp GígoNWÓ(yÕ/ømÕ=Tãý¨C}*³»«®hë([>,Ö²°3°Y¿Ýo¥W ÅÐö XdM öK§;Ð¦ÇiÌjEOàSßwDvJò-÷8æ£ID öø£mYË×c-§ cJ; ¸ ã--xªpo pÈB ]_n X½2ä çÞ¿á 5¨ tã ´o&c.HüHÌ$eºÖ¸âV ^f·Zf¦ë¼Ù V2v4.1@ lúÒ¶xÓfÊ÷A®1WrvüØ]n/iÀA)+Ö±ØÈz 2#+jH è]Àî=g¬ F 2 |Ý8Ø·K´åÕæì¢HfaÍXOÓgð ç Ø¾Ó¶=_}V½´FëI}ÑåN8Þÿ1`biQ?Åa¬KÓ;Ëß¬s à K %`³}KY÷à>ã õe_f .2´öÒîÞW}jârKÈÈkqÛ×är©®Ü:·ü¤ß$ÍØã ä¨,rì dýËH2MZ§~Bmxêä×Yo ö/`nb²îf&ÄY þJ/îúÆnt2Åp²1ë$ºòLÒ6JÓÍ ÿ 0°ÇMÑá¥2»®.ÈÚÓ¸³çàÕHc×)Åìá>[ÓÚ²É´ ãÐr UØ*ä¾² 3üµqÅñ>/öWÜ0¿x Uá[Ê}:¿åýIA ÓUôx×¬Ô ³I¢#qïBÅOO0Cc_c. ä9% ÁKCsìÛô=ïZ èt9 ìè»£ R»g«ÔE&pôGE$/`:×ZííüZ}ÁâÉ¦,à²Õ¾Sº½9ÂË t_T`õåI%9Gá&¤½/¹ï G.: $:m)0;Ý&ùû¬ÌZ´àvu½*tÿyÄn¾ÝUJ¬OÛþ¦V¥wmú® òÍK¥|l¤P£aü®Ãl &2«+²«Wé¢à ¸l ØºCPåØ5AâMì¶iãÕíÑ¶1ÓH{oÒÐ B ~ü }È¤] É >â9Øjªì¿Û ëå/µùÜFél²Ì¹Axg qËe ôA âÈo ñHÑðF´ðLÖÚ´¦uk@Ç¨X_U]Ø®ªXÅæ¼üYs0ïëÛK¸t¤l¶ø±mÝSg È ÿCQVi êÝdoòA© ìf³¿â»x Omd|[N{mOÃ2Áü Õj<h Ö¥ ÷[>~ _Y£^´ßfçR`Ø£æD¦ÍjµuòÎï(ôJôVYÑãÔÞB¦X½§h!Düi~üwIPÔTâ$ï¥: ûøïiV½AðÃ8+Mf¯ ÿ¥ 6ãì`Ààü»eNb Z sk`¼=Ñeéì$âhÕßÁåÜ´óË¹9Ù o+dº¸vÌÔXý¨ÄIÒï©§ :,Ú9].ªzJ &üîÓáÛêºþ+c|Z#ÇC¿ó;¡¶$çíÔ B7ý©/aØØ_û´}ãº ÂAëÈfÑ> !Ð,û;±á{÷à®jwFlX[8-sãP;¡ÎD(pÓê_y¨øv¶f éêe9 Úm8 B«2ÔlM´áÚÐÀ¦Z2;rí¿yªÝaÔ#Z ÎÔònµc¤ö9ºÅ{Ý«ÐnÒÎ56 í]Ã5þ´ ×³mWÁ2ø9Ü[ùý¥&C Ñ^Y ô%Ôa%ÃíÓ×¾qr×ó)SÕÙ¨E`ÄJáWC¶Íw±ÀE)>¦Åèó°æ3 8è½äÌÌ0*; >$MÓ³ß§7þ /Ìu1L-ÍKr#ç¬Ò¢¨ãL,íSÓþåt¢bÐµ®E³ æ Zl90¯q0K ¸w1O><Íoi8v½IúP Øàr ¨îù]}hJ#Á® ±Çó<à;Ä×#Ö| 5 %ÐáVçLõ}õÉ½µ¢Å¼rI]N»Óf ¾ÇK/hQÂ Õ~An9=FzõCí)Û°ZÑ ^Û1ÒÖ¼}<¡ðËó«/Ò³Áè|®¿HsÈ¢ä¢ VtÏ VÍ7}B X]4;k8©^ hé4nåE 7 e|Û àdxRIÔL×ùEK(ùE-Zû ¶é WT ËÄ l¿½à?¤OÙB!@´t¦ÄåË7n93Vw}ø ß#ÕÌ^íGHËQ$[Tdjö0oLìoáãÅÝN÷¹æÊZKr1W NóØãkÂc 7.;ÅÂf:y&yÄ°$øBÏÊV¡´EN×QÏwÆ/ê ×É[t;¤¾Ën·Ã£q«ZêFõ¾>%ø¯§½Oû3ÁÃ Ößc:Û2AÍåùÇ±zyz£ jB²JËNgÞtõeèÖøËæ¿ùÞzÄIrÍ¿h 6g¾Ø+QRÛ<ü6Ã]¼w-1þØfdÀàÈ µÒMâ u$ÎÛQºø ÈD÷<wø £öúeÅ{UN~¬MúÌ ÷×¢W0±mnøQ{7¼PQÌXÝ×ú³p¬$xÿ°ð²è:Æ¥ûð9 ÌÒï· *lk ê¼ÝA`|ÝÓ§o×úªÓ {0ôËA+ú-Y@Öû¹F¦©ÆD Uv õåVL&:¤åÌðó¬¯¶è ,ÂRêÑl´k¥¯B¯Æl 0Õ)yµóÎ Í¼ð^l ¯ì8Ô<ø0Û =ö±«#H,^l©µVõxI_À üç^³øèÛòÌoòhÙÚöÒ0ýR xS<.åx4æÛôÿ<îÄð)j åWß%L Biåôî {z±] ôÐÁ y~9òÞówãQ÷2b oñg87÷`Ñûp½NÆãØàU0 È´¨¨Íßübï²X? ðD)ÑxûÀïDüþ!m}.Ë*Óº(½ç=ó>â]ÔVÕ£ÑípûÖbÖ/ªÜ Ý×jéQýøþ.E(ÀO<T áV RO4ñRß*Êt@v¤(«mþ-]´{Ux>F¦ºÆ ýdô:^ o¤AÀõtñn Ù ä²³Úpn¬#=>uiß§Y´ßä¸>À@7ý2Üù7½xÅKú±MU6ûì:{çÉë7Ü¾äwîÑjð³PÚ¹Ç( ¥²OlØot 6S1àð õsörê©u bäûDök Û ´6áØ¤þ;Kvp ø!¬Å¬ü©À´wËZ $ Î ºTù¯æÞfàD¥QÄ ¯¥L?s /%É@fÔj ½òñÏ¡¹¿Æ;±/`ù ½Sy`¨mCéH~Ø>B?âãHùtèº^Ô× bRº ôD|ü ÚÃ1ùÃ2ÙW¡Ûnç+óö$§÷N@èÚ u¨êqº{ø%÷»Sa¿øÆHë£î½Áú½Ø ¬ÅÔ±IÛÅ^¤ßÁ+ÊjË^TÑ¾®´Õ{i ¦ $V áëPD^¿v´ø^éZet=yN:ºKÆ $Ù[;eË×©fëg¬,YY?¼Ù`MOKE= e|zgöâ®üã+ÂmK]DÝ/Ý¾{åäNS»bë&Ooü° ì+Ó*aBoO¥ÔLÚã¶0D ôºÓ5 çïGÅïÏ ùlÍùð6Öó«cOå|L©ïÒÀ>_QAï¶ï)×µ Ý ü8= ÊåhsA1´âmKÁ! ÎÆ hk¬Ì`V$âqs:ù;×èva à¶ÁFcos:¢ ë? OrïÞ ÄßCE X¬Eäa ¸ §±éCû# *É%l-åï¨ÅÀ×û½>©Ûú¬z óÂ1 ]l¥°^Qî &WÉe ;aë~±ø98]É# ÙÐGA÷µF¶a°,¦Ç«0VÄ Æ«²Hm¹Í¬ÊÔ^ÍhH[Pc$ :ÌçyúW÷ßºblöä7Íî(u¨fKËÎÈ«±6 Î W*¦¯ ¾nÆ Ñ s Ñ@ä&] ÝVBk©ì*núö +Áxã×õ6ð}Ë$¦ÌèÒw S¸´Ö1°âôU`Û§®©% ís×asö%!ÌÛ$»(nôãá ÙÉ¿Î¡7ÐJëÁz0PìøÚü^uþýÕÏ£/Ñêì EZ2DE<ÿÿÝ$¥q»¤Uü5$ é³éYP3~0UÑàP¶¶.b«[SjÐÏ//B©]¦Ì¦½m£ó9UÀtÂÍáD<Ó6XùédL] Ò>IÃ§ =SXD÷øÇ¼-lÕÕÎÏ ÎÒ)þQ°?«Ñ(#]U T;4v¥ HÑ>ÄÕ ÞM~rÊ9ç( 0L]Gt?ÐP5,,¹HùÓõ`# uIå üÓv#}þAu0Î9å.r³÷¦o¬B²átª?µcL(ÿMãçTïÊV;Î ñ@TÛy|yÓAËwt#½¹g;ýñVÕO_Z¸þZ®êÙ ÖUx >ÛëgÀiÀ?Ü¨d·: º][ó»ºWI³/é¸¶ú<vç}VM,#èbÊ¤ZÅTæ¤È oXÙpk,G=T§®ªp¹Üïî [½>ÍÊ Ø fßDm hmÿ)ô Þ UØ L 2Ù!Ú½»/ HÎ¦» æÄ£ ÿPÒpv³[ÿ¥¥ Gfm ×Ødùy²-: Ílz~ñ6¢úóézôÿ: JOrZ-]j¢^j ß¡ãÝQû ¸§ÖÏøTÄ4gå:íÜ:¿3Q§K¥#eÙ=¸`Åfp{÷êÀQîÔ£{3ß½m%,Þ»Ý¬³â³ØÜ&DÆg²ÿØ S½Û¬Ø©®é->Øe~6HÞ¼þòOø ¸{+¿í{¢`E%«$ÃQS[ïÔÅ }C¡aÌê©}ç9BÂ@ÉSåiã«á;N1s cò gÈYöb ±ZÆúxz1ªÙÒ~ÅáÃ¦| ~5°&â×t*æ¨2àmáà K` {¸Xä®ªa]¸ EÇ+ùp¤ õÛÌÐÜ»¸k¬ r}Ìäq,Ì×ÅÍ^Ý:^éñ°Ád@¨ âdó ¨ªtÖ£áæißWÛãEÃïþ³Üpt/ú éÿÏNVþæå¡ú±l Ð ³H½`¸X¹N5c§Ê æâZ ÚÓ _ê ;Z |}ÌËDúØÎôâÊ/G¯+ Âã<×|n?g÷l¸ò4ßuS¬æâ3 *n¿7ù³}zwFÞ»÷&°}G©Mj×jÇìÍ»Ó§ÔÒ4·Ý9¼fpòPhû;G&k§ ]µNdÅøÍºíá¡ÙÕÒJ#µªUópÔ© áßM®/ÈàôÕâ fS¹âyº}å¥¯} Jô¬×çùþ7ÿ(!±Tã SäHG ×i6³fþrë2¯~` &yÎ¶XyÅ¢S? w¼-ÇåC2£ò@Ä¾BvU/¾bî!àü4è;-¸kN ngÃ%ÂI3§·ÝXÚAìUê+D- àu Ç ót ©_Ã^|êwæWá7½±Êë{1·¤ :Ð ¨Á NÃ&¦>Hü¼pc-&!úzW8áÊZð6e µQ ¢0¢3´YKc³9xV ñØïÒâÆÃUBÙ>ÿ R[ FCÐº¯5ð2 @ Ü~>¦ ä_h þ×âÖ âôÚ4 Qh3Kó ¨öK*%Î§<íhÂ «ïâ|ÝZ9³y x¦WæX! )tüTo÷T9QÓFøÜT¶¡ÒWÑ©m, É¨g8 ÆLC¾ÈÞõ£znß]ðú óè3[»cÚ@yLÎ ÈÊN*²¬¹©4ì6ì¯ie<f× ¢fè|±rázâþb*5-Øó !øû õ=1ß? <Ï÷ Î|+y· M>ªè v _ÆP´Ò/ kÅÆ]Ôs Û5µ¬Ý»{ezf¾² C²RæÅÓ½×¶<Õ°dò»à=·À 7ó9Dïù½¢uzî 2ù-íóÞ »È¬â¨0N)åoÓðåMñápØÜcìOór®qP3í°T×^þX5ôT¿ÿªRÀ§¦Üùùé«ôÙÊ&ÕÝÓ0MN[Ì~¬¤ðZüìu3?4W¶ÝØr*}% 3|«¨,u´åÕp Q ¤xÖÖeÔQ½ØúÏLS¶dV°Z1}A£Å¢_¢Ëj¿d ²ØÝ>jåvÕþ(ÏNÝ Z£î¥ ©núÉéÇ±ûûª¯ÂïÊaÖ¾ñ»5zeï÷Pp¸ÚæÍÇßpO:´ù¢ûø£æ{kÖ] ^¦FiA ùQ ÂØ©È>ÅìùÚPUÓlÛNïØH±Ú]Í1ÙîZ©Èáä0·Y½ÿ£ú°íîNc©üÉè¸Awå3½ <øw?B¬Uª46P#_®AÜë«¾è ·ÈÕ¬VS3Pu:³Ô³iÿæiwÄçæ[ ¢°Zæ[À Ö «^÷1<Ò¶¥8eæ HÕìµøÌ]j7»npYØO,É ÿ1ÁÄy1ÕLÿÈBtÊyÁH]x¹(â ko¤¤rÆ5s¿o Í§xßä¸á4F¸+: ÿò?d{Ç:Srà?õt}Ü?-ûÆf@Ü }¹ ÿÿñO « Öáûs¡$Ñ,ÉOÄô¾Ï¤ ¢A,Ì!¬¸#ºe §ßgE¬©zLi¸.óÙ2> PoÁµ!Êb.9- ÆQMåù®^x6x¬N¡ ºvSG S¶l*q×ü3ïã L) ð×=e÷s§Dõ®Ä¼ª³§#Ì½U çÈBêµâO]X÷.Õ* ³?©vx«ï6¡×£s tØ«·^_ f?1$ãÁß`ÚZ·Àu¬WÐÌ(Ø°ø{ c.vL©ºLÉ 1 % wJhcSÄñüË~^ ¸äBVÆ¬ô.¡*Zø°ÒmxÎrwOîdïzØ`>µÜy¬,vØ(¤¿àút «íìÏd æx²¾c0nP ùÑþÝæª;¨FØÓFµM¨l_ygÿ^^ª-jl¦ Ü¹BÀ%ô% Û% Wÿà A;Z¹ÏÉþñÀ§ RyWØl¤(ìY5érLîøb¼%1U0Ô÷`ê¢îÅmüÒÊ|Ô3óÏÅø«Ø )vgåØz¤ÑdZ×`Ï §Á°]GþùÒ ±$ì¿uVöáb@¾8Í§9 r9 ÎçHeò(ºçïQ:Ïçý¥ÃÂÎ#Ø *w×¤Ì²Asë æ¦J½àD#â¿ g®9 aVRS 0gIôÙ×Pwò ·$àú â KVLw¡s£`m0¨ ~ÃhÃ,©fïQæ ÈY·¢&jv? É«É Æý7O1ËÌØrÙµ?séÝgIßh Hº <AûAÎÍ[9¤aágÂM`NYÄ8°Qgõ9±B¯ã$¹ à/ ßz!°9w è C DwCÄÌ²8þÉ·LB B ^é¤6 4²¥ÅÔ{ÿãÊ),kµøÀ4[:E c¼êÞí)á kXMUÛéùlJF}»kÈl ;s bû?EÝkéLõñ[rÔ£-¿?V]êºåýÆO¸È¨4:çL:ãR³ Ç nãfO; ËGGI3ÝºR <Úûßú ·3Y%9B(©»¾WÕmE¸À÷%§Ü,zæwÖªÛ ü¼×¢CÚÙûÎyÆnºÝÜr»¿Òrló÷étµeb«ß+bæéùi(¨!°îÎ{¨Úy°fÿ©³´è~Éê f< 3t¦ý vBNó# VÄ4úT3ÁfI</ Òâ#þ¶u ó¢´ÑËk i;kBºÍþÑt(²Ôw³gÏºo¶/U½uÉÍ2Ý1ÜîPÚh+RØ¤¸;m+| ;ô¥¦(q´ü¯é+í¹ à_¥ !¤èFËã£§HÀaÞ a&rÛ ¸ï¢»)ÿ<ðPGk)×O{ AØ rü ¦¦pµZ×,Þ$ ÿ§£÷Á q ÄÅÏÇ×ß·rWW|õ! hÂë,Æ5/s ë pA; çÏï%~D9 ×0²3÷ ¦½ávvÇkOüqá¦øõ vCH×47C±}É%ë®u%Æð[#é[Ë¥3¼@D«§52eÉ ò¦ºÇì :¬} ¼kÄp GígoNWÓ(yÕ/ømÕ=Tãý¨C}*³»«®hë([>,Ö²°3°Y¿Ýo¥W ÅÐö XdM öK§;Ð¦ÇiÌjEOàSßwDvJò-÷8æ£ID öø£mYË×c-§ cJ; ¸ ã-- xªpo pÈB ]_n X½2ä çÞ¿á 5¨ tã ´o&c.HüHÌ$eºÖ¸âV ^f·Zf¦ë¼Ù V2v4.1@ lúÒ¶xÓfÊ÷A®1WrvüØ]n/iÀA)+Ö±ØÈz 2#+jH è]Àî=g¬ F 2 |Ý8Ø·K´åÕæì¢HfaÍXOÓgð ç Ø¾Ó¶=_}V½´FëI}ÑåN8Þÿ1`biQ?Åa¬KÓ;Ëß¬s à K %`³}KY÷à>ã õe_f .2´öÒîÞW}jârKÈÈkqÛ×är©®Ü:·ü¤ß$ÍØã ä¨,rìdýËH2MZ§~Bmxêä×Yo ö/`nb²îf&ÄY þJ/îúÆnt2Åp²1ë$ºòLÒ6JÓÍ ÿ 0°ÇMÑá¥2»®.ÈÚÓ¸³çàÕHc×)Åìá>[ÓÚ²É´ ãÐr UØ*ä¾² 3üµqÅñ>/öWÜ0¿x Uá[Ê} :¿åýIA ÓUôx×¬Ô ³I¢#qïBÅOO0Cc_c. ä9% ÁKCsìÛô=ïZ èt9 ìè»£R»g«ÔE&pôGE$/`:×ZííüZ}ÁâÉ¦,à²Õ¾Sº½9ÂË t_T`õåI%9Gá&¤½/¹ï G.: $:m)0;Ý&ùû¬ÌZ´àvu½*tÿyÄn¾ÝUJ¬OÛþ¦V¥wmú® òÍK¥|l¤P£aü®Ãl &2«+ ²«Wé¢à ¸l ØºCPåØ5AâMì¶iãÕíÑ¶1ÓH{oÒÐ B ~ü }È¤] É >â9Øjªì¿Ûëå/µùÜFél²Ì¹Axg qËe ôA âÈo ñHÑðF´ðLÖÚ´¦uk@Ç¨X_U]Ø®ªXÅæ¼üYs0ïëÛK¸t¤l¶ø±mÝSg È ÿCQVi êÝdoòA© ìf³¿â»x Omd|[N{mOÃ2Áü Õj<h Ö¥ ÷[ >~ _Y£^´ßfçR`Ø£æD¦ÍjµuòÎï(ôJôVYÑãÔÞB¦X½§h!Düi~üwIPÔTâ$ï¥:ûøïiV½AðÃ8+Mf¯ ÿ¥ 6ãì`Ààü»eNb Z sk`¼=Ñeéì$âhÕßÁåÜ´óË¹9Ù o+dº¸vÌÔXý¨ÄIÒï©§ :,Ú9].ªzJ &üîÓáÛêºþ+c|Z#ÇC¿ó;¡¶$çíÔ B7ý©/aØØ_û´} ãº ÂAëÈfÑ> !Ð,û;±á{÷à®jwFlX[8-sãP;¡ÎD(pÓê_y¨øv¶f éêe9 Úm8B«2ÔlM´áÚÐÀ¦Z2;rí¿yªÝaÔ#Z ÎÔònµc¤ö9ºÅ{Ý«ÐnÒÎ56 í]Ã5þ´ ×³mWÁ2ø9Ü[ùý¥&C Ñ^Y ô%Ôa%ÃíÓ×¾qr×ó)SÕÙ¨E`ÄJáWC¶Íw±ÀE)>¦Åèó°æ3 8è½äÌ Ì0*; >$MÓ³ß§7þ /Ìu1L-ÍKr#ç¬Ò¢¨ãL,íSÓþåt¢bÐµ®E³ æ Zl90¯q0K¸w1O><Íoi8v½IúP Øàr ¨îù]}hJ#Á® ±Çó<à;Ä×#Ö| 5 %ÐáVçLõ}õÉ½µ¢Å¼rI]N»Óf ¾ÇK/hQÂ Õ~An9=FzõCí)Û°ZÑ ^Û1ÒÖ¼}<¡ðËó«/Ò³Áè|®¿HsÈ¢ä¢ V tÏ VÍ7}B X]4;k8©^ hé4nåE 7 e|Û àdxRIÔL×ùEK(ùE-Zû ¶é WT ËÄ l¿½à?¤OÙB!@´t¦ÄåË7n93Vw}ø ß#ÕÌ^íGHËQ$[Tdjö0oLìoáãÅÝN÷¹æÊZKr1W NóØãkÂc 7.;ÅÂf:y&yÄ°$øBÏÊV¡´EN×QÏwÆ/ê ×É[t;¤¾Ën·Ã£q«ZêFõ ¾>%ø¯§½Oû3ÁÃ Ößc:Û2AÍåùÇ±zyz£ jB²JËNgÞtõeèÖøËæ¿ùÞzÄIrÍ¿h6g¾Ø+QRÛ<ü6Ã]¼w-1þØfdÀàÈ µÒMâ u$ÎÛQºø ÈD÷<wø £öúeÅ{UN~¬MúÌ ÷×¢W0±mnøQ{7¼PQÌXÝ×ú³p¬$xÿ°ð²è:Æ¥ûð9 ÌÒï· *lk ê¼ÝA`|ÝÓ§o×úªÓ {0ô ËA+ú-Y@Öû¹F¦©ÆD Uv õåVL&:¤åÌðó¬¯¶è ,ÂRêÑl´k¥¯B¯Æl 0Õ)yµóÎÍ¼ð^l ¯ì8Ô<ø0Û =ö±«#H,^l©µVõxI_À üç^³øèÛòÌoòhÙÚöÒ0ýR xS<.åx4æÛôÿ<îÄð)j åWß%L Biåôî {z±] ôÐÁ y~9òÞówãQ÷2b oñg87÷`Ñûp½NÆãØàU 0 È´¨¨Íßübï²X? ðD)ÑxûÀïDüþ!m}.Ë*Óº(½ç=ó>â]ÔVÕ£ÑípûÖbÖ/ªÜÝ×jéQýøþ.E(ÀO<T áV RO4ñRß*Êt@v¤(«mþ-]´{Ux>F¦ºÆ ýdô:^ o¤AÀõtñn Ù ä²³Úpn¬#=>uiß§Y´ßä¸>À@7ý2Üù7½xÅKú±MU6ûì:{çÉë7Ü¾äwîÑjð³PÚ¹ Ç( ¥²OlØot 6S1àð õsörê©u bäûDök Û ´6áØ¤þ;Kvp ø!¬Å¬ü©À´wËZ$ Î ºTù¯æÞfàD¥QÄ ¯¥L?s /%É@fÔj ½òñÏ¡¹¿Æ;±/`ù ½Sy`¨mCéH~Ø>B?âãHùtèº^Ô× bRº ôD|ü ÚÃ1ùÃ2ÙW¡Ûnç+óö$§÷N@èÚ u¨êqº{ø%÷»Sa¿øÆHë£î½ Áú½Ø ¬ÅÔ±IÛÅ^¤ßÁ+ÊjË^TÑ¾®´Õ{i ¦ $V áëPD^¿v´ø^éZet=yN:ºKÆ$Ù[;eË×©fëg¬,YY?¼Ù`MOKE= e|zgöâ®üã+ÂmK]DÝ/Ý¾{åäNS»bë&Ooü° ì+Ó*aBoO¥ÔLÚã¶0D ôºÓ5 çïGÅïÏ ùlÍùð6Öó«cOå|L©ïÒÀ>_QAï¶ï)×µ Ý ü8= ÊåhsA1´âmKÁ! ÎÆ hk¬Ì`V$âqs:ù;×èva à¶ÁFcos:¢ ë? OrïÞ ÄßCEX¬Eäa ¸ §±éCû# *É%l-åï¨ÅÀ×û½>©Ûú¬z óÂ1 ]l¥°^Qî &WÉe ;aë~±ø98]É# ÙÐGA÷µF¶a°,¦Ç«0VÄ Æ«²Hm¹Í¬ÊÔ^ÍhH[Pc$ :ÌçyúW÷ßºblöä7Íî(u¨ fKËÎÈ«±6 Î W*¦¯ ¾nÆ Ñ s Ñ@ä&] ÝVBk©ì*núö +Áxã×õ6ð}Ë$¦ÌèÒwS¸´Ö1°âôU`Û§®©% ís×asö%!ÌÛ$»(nôãá ÙÉ¿Î¡7ÐJëÁz0PìøÚü^uþýÕÏ£/Ñêì EZ2DE<ÿÿÝ$¥q»¤Uü5$ é³éYP3~0UÑàP¶¶.b«[SjÐÏ//B©]¦Ì¦½m£ó9UÀtÂÍá D<Ó6XùédL] Ò>IÃ§ =SXD÷øÇ¼-lÕÕÎÏ ÎÒ)þQ°?«Ñ(#]U T;4v¥ HÑ>ÄÕÞM~rÊ9ç( 0L]Gt?ÐP5,,¹HùÓõ`# uIå üÓv#}þAu0Î9å.r³÷¦o¬B²átª?µcL(ÿMãçTïÊV;Î ñ@TÛy|yÓAËwt#½¹g;ýñVÕO_Z¸þZ®êÙ ÖUx >ÛëgÀiÀ?Ü¨d·: º][ó»ºWI³/é¸¶ú<vç}VM,#èbÊ¤ZÅTæ¤È oXÙpk,G=T§®ªp¹Üïî [½>ÍÊØ fßDm hmÿ)ô Þ UØ L 2Ù!Ú½»/ HÎ¦» æÄ£ ÿPÒpv³[ÿ¥¥ Gfm ×Ødùy²-: Ílz~ñ6¢úóézôÿ: JOrZ-]j¢^j ß¡ãÝQû ¸§ÖÏøTÄ4gå:íÜ:¿3Q§K¥#eÙ=¸ `Åfp{÷êÀQîÔ£{3ß½m%,Þ»Ý¬³â³ØÜ&DÆg²ÿØ S½Û¬Ø©®é->Øe~6HÞ¼þòOø¸{+¿í{¢`E%«$ÃQS[ïÔÅ }C¡aÌê©}ç9BÂ@ÉSåiã«á;N1s cò gÈYöb ±ZÆúxz1ªÙÒ~ÅáÃ¦| ~5°&â×t*æ¨2àmáà K` {¸Xä®ªa]¸ EÇ+ùp¤ õÛÌÐÜ»¸k¬ r}Ìä q,Ì×ÅÍ^Ý:^éñ°Ád@¨ âdó ¨ªtÖ£áæißWÛãEÃïþ³Üpt/ú éÿÏNVþæå¡ú±lÐ ³H½`¸X¹N5c§Ê æâZ ÚÓ _ê ;Z |}ÌËDúØÎôâÊ/G¯+ Âã<×|n?g÷l¸ò4ßuS¬æâ3 *n¿7ù³}zwFÞ»÷&°}G©Mj×jÇìÍ»Ó§ÔÒ4·Ý9¼fpòPhû;G&k§ ]µNdÅøÍºíá¡ ÙÕÒJ#µªUópÔ© áßM®/ÈàôÕâ fS¹âyº}å¥¯} Jô¬×çùþ7ÿ(!±Tã SäHG×i6³fþrë2¯~` &yÎ¶XyÅ¢S? w¼-ÇåC2£ò@Ä¾BvU/¾bî!àü4è;-¸kN ngÃ%ÂI3§·ÝXÚAìUê+D- àu Ç ót ©_Ã^|êwæWá7½±Êë{1·¤ :Ð ¨Á NÃ&¦>Hü¼pc-&!ú zW8áÊZð6e µQ ¢0¢3´YKc³9xV ñØïÒâÆÃUBÙ>ÿ R[ FCÐº¯5ð2 @ Ü~>¦ä_h þ×âÖ âôÚ4 Qh3Kó ¨öK*%Î§<íhÂ «ïâ|ÝZ9³y x¦WæX! )tüTo÷T9QÓFøÜT¶¡ÒWÑ©m, É¨g8 ÆLC¾ÈÞõ£znß]ðú óè3[»cÚ@yLÎ ÈÊN*²¬¹©4ì6ì¯ie<f× ¢fè|±rázâþb*5-Øó !øû õ=1ß? <Ï÷ Î|+y· M>ªè v _ÆP´Ò/ kÅÆ]ÔsÛ5µ¬Ý»{ezf¾² C²RæÅÓ½×¶<Õ°dò»à=·À 7ó9Dïù½¢uzî 2ù-íóÞ »È¬â¨0N)åoÓðåMñápØÜcìOór®qP3í°T×^þX5ôT¿ÿªRÀ§¦Üùùé«ôÙÊ&ÕÝÓ0MN[Ì~¬¤ðZüìu 3?4W¶ÝØr*}% 3|«¨,u´åÕp Q ¤xÖÖeÔQ½ØúÏLS¶dV°Z1}A£Å¢_¢Ëj¿d²ØÝ>jåvÕþ(ÏNÝ Z£î¥ ©núÉéÇ±ûûª¯ÂïÊaÖ¾ñ»5zeï÷Pp¸ÚæÍÇßpO:´ù¢ûø£æ{kÖ] ^¦FiA ùQ ÂØ©È>ÅìùÚPUÓlÛNïØH±Ú]Í1ÙîZ©Èáä0·Y½ÿ£ú°íîNc©üÉè¸ Awå3½ <øw?B¬Uª46P#_®AÜë«¾è ·ÈÕ¬VS3Pu:³Ô³iÿæiwÄçæ[ ¢°Zæ[À Ö «^÷1<Ò¶¥8eæ HÕìµøÌ]j7»npYØO,É ÿ1ÁÄy1ÕLÿÈBtÊyÁH]x¹(â ko¤¤rÆ5s¿o Í§xßä¸á4F¸+: ÿò?d{Ç:Srà?õt}Ü?-ûÆf@Ü }¹ ÿÿñO « Öáûs¡$Ñ,ÉO Äô¾Ï¤ ¢A,Ì!¬¸#ºe §ßgE¬©zLi¸.óÙ2> PoÁµ!Êb.9- ÆQMåù®^x6x¬N¡ºvSG S¶l*q×ü3ïã L) ð×=e÷s§Dõ®Ä¼ª³§#Ì½U çÈBêµâO]X÷.Õ* ³?©vx«ï6¡×£s tØ«·^_ f?1$ãÁß`ÚZ·Àu¬WÐÌ(Ø°ø{ c.vL©ºLÉ 1 % wJhcSÄñüË~^ ¸äBVÆ¬ô.¡*Zø°ÒmxÎrwOîdïzØ`>µÜy¬,vØ(¤¿àút «íìÏd æx²¾c0nPùÑþÝæª;¨FØÓFµM¨l_ygÿ^^ª-jl¦ Ü¹BÀ%ô% Û% Wÿà A;Z¹ÏÉþñÀ§ RyWØl¤(ìY5érLîøb¼%1U0Ô÷`ê¢îÅmüÒÊ|Ô3óÏÅø«Ø )vgåØz¤ÑdZ×`Ï §Á°]GþùÒ ±$ ì¿uVöáb@¾8Í§9 r9 ÎçHeò(ºçïQ:Ïçý¥ÃÂÎ#Ø *w×¤Ì²Asë æ¦J½àD#â¿g®9 aVRS 0gIôÙ×Pwò ·$àú â KVLw¡s£`m0¨ ~ÃhÃ,©fïQæ ÈY·¢&jv? É«É Æý7O1ËÌØrÙµ?séÝgIßh Hº <AûAÎÍ[9¤aágÂM`NYÄ8°Qgõ9±B¯ã$¹ à/ ßz !°9w è C DwCÄÌ²8þÉ·LB B ^é¤6 4²¥ÅÔ{ÿãÊ),kµøÀ4[:E c¼êÞí)ákXMUÛéùlJF}»kÈl ;s bû?EÝkéLõñ[rÔ£-¿?V]êºåýÆO¸È¨4:çL:ãR³ Ç nãfO; ËGGI3ÝºR <Úûßú ·3Y%9B(©»¾WÕmE¸À÷%§Ü,zæwÖªÛ ü¼×¢CÚÙûÎyÆnº ÝÜr»¿Òrló÷étµeb«ß+bæéùi(¨!°îÎ{¨Úy°fÿ©³´è~Éê f< 3t¦ý vBNó#VÄ4úT3ÁfI</ Òâ#þ¶u ó¢´ÑËk i;kBºÍþÑt(²Ôw³gÏºo¶/U½uÉÍ2Ý1ÜîPÚh+RØ¤¸;m+| ;ô¥¦(q´ü¯é+í¹ à_¥ !¤èFËã£§HÀaÞ a&rÛ ¸ï¢»)ÿ<ðPGk)×O { AØ rü ¦¦pµZ×,Þ$ ÿ§£÷Á q ÄÅÏÇ×ß·rWW|õ! hÂë,Æ5/s ë pA; çÏï%~D9 ×0²3÷ ¦½ávvÇkOüqá¦øõ vCH×47C±}É%ë®u%Æð[#é[Ë¥3¼@D«§52eÉ ò¦ºÇì :¬} ¼kÄp GígoNWÓ(yÕ/ømÕ=Tãý¨C}*³»«®hë([>,Ö²°3°Y¿Ýo¥W ÅÐö XdM öK§;Ð¦ÇiÌjEOàSßwDvJò-÷8æ£ID öø£mYË×c-§ cJ; ¸ ã--xªpo pÈB ]_n X½2ä çÞ¿á 5¨ tã ´o&c.HüHÌ$eºÖ¸âV ^f·Zf¦ë¼Ù V2v4.1@ lúÒ¶xÓfÊ÷A®1WrvüØ]n/iÀA)+Ö±ØÈz 2#+jH è]Àî=g¬ F 2 |Ý8Ø·K´åÕ æì¢HfaÍXOÓgð ç Ø¾Ó¶=_}V½´FëI}ÑåN8Þÿ1`biQ?Åa¬KÓ;Ëß¬s à K %`³}KY÷à>ã õe_f .2´öÒîÞW}jârKÈÈkqÛ×är©®Ü:·ü¤ß$ÍØã ä¨,rìdýËH2MZ§~Bmxêä×Yo ö/`nb²îf&ÄY þJ/îúÆnt2Åp²1ë$ºòLÒ6JÓÍ ÿ 0°ÇMÑá¥2»® .ÈÚÓ¸³çàÕHc×)Åìá>[ÓÚ²É´ ãÐr UØ*ä¾² 3üµqÅñ>/öWÜ0¿x Uá[Ê}:¿åýIA ÓUôx×¬Ô ³I¢#qïBÅOO0Cc_c. ä9% ÁKCsìÛô=ïZ èt9 ìè»£R»g«ÔE&pôGE$/`:×ZííüZ}ÁâÉ¦,à²Õ¾Sº½9ÂË t_T`õåI%9Gá&¤½/¹ï G.: $:m)0 ;Ý&ùû¬ÌZ´àvu½*tÿyÄn¾ÝUJ¬OÛþ¦V¥wmú® òÍK¥|l¤P£aü®Ãl &2«+²«Wé¢à ¸l ØºCPåØ5AâMì¶iãÕíÑ¶1ÓH{oÒÐ B ~ü }È¤] É >â9Øjªì¿Ûëå/µùÜFél²Ì¹Axg qËe ôA âÈo ñHÑðF´ðLÖÚ´¦uk@Ç¨X_U]Ø®ªXÅæ¼üYs0ïëÛK¸t¤ l¶ø±mÝSg È ÿCQVi êÝdoòA© ìf³¿â»x Omd|[N{mOÃ2Áü Õj<h Ö¥ ÷[>~ _Y£^´ßfçR`Ø£æD¦ÍjµuòÎï(ôJôVYÑãÔÞB¦X½§h!Düi~üwIPÔTâ$ï¥:ûøïiV½AðÃ8+Mf¯ ÿ¥ 6ãì`Ààü»eNb Z sk`¼=Ñeéì$âhÕßÁåÜ´óË¹9Ù o+dº¸vÌÔXý ¨ÄIÒï©§ :,Ú9].ªzJ &üîÓáÛêºþ+c|Z#ÇC¿ó;¡¶$çíÔ B7ý©/aØØ_û´}ãº ÂAëÈfÑ> !Ð,û;±á{÷à®jwFlX[8-sãP;¡ÎD(pÓê_y¨øv¶f éêe9 Úm8B«2ÔlM´áÚÐÀ¦Z2;rí¿yªÝaÔ#Z ÎÔònµc¤ö9ºÅ{Ý«ÐnÒÎ56 í]Ã5þ´ ×³mWÁ2ø9Ü[ùý ¥&C Ñ^Y ô%Ôa%ÃíÓ×¾qr×ó)SÕÙ¨E`ÄJáWC¶Íw±ÀE)>¦Åèó°æ3 8è½äÌÌ0*; >$MÓ³ß§7þ /Ìu1L-ÍKr#ç¬Ò¢¨ãL,íSÓþåt¢bÐµ®E³ æ Zl90¯q0K¸w1O><Íoi8v½IúP Øàr ¨îù]}hJ#Á® ±Çó<à;Ä×#Ö| 5 %ÐáVçLõ}õÉ½µ¢Å¼rI]N» Óf ¾ÇK/hQÂ Õ~An9=FzõCí)Û°ZÑ ^Û1ÒÖ¼}<¡ðËó«/Ò³Áè|®¿HsÈ¢ä¢ VtÏ VÍ7}B X]4;k8©^ hé4nåE 7 e|Û àdxRIÔL×ùEK(ùE-Zû ¶é WT ËÄ l¿½à?¤OÙB!@´t¦ÄåË7n93Vw}ø ß#ÕÌ^íGHËQ$[Tdjö0oLìoáãÅÝN÷¹æÊZKr1W NóØãkÂc 7.;ÅÂf:y&yÄ°$øBÏÊV¡´EN×QÏwÆ/ê ×É[t;¤¾Ën·Ã£q«ZêFõ¾>%ø¯§½Oû3ÁÃ Ößc:Û2AÍåùÇ±zyz£ jB²JËNgÞtõeèÖøËæ¿ùÞzÄIrÍ¿h6g¾Ø+QRÛ<ü6Ã]¼w-1þØfdÀàÈ µÒMâ u$ÎÛQºø ÈD÷<wø £öúeÅ{UN~¬MúÌ ÷×¢W0±m nøQ{7¼PQÌXÝ×ú³p¬$xÿ°ð²è:Æ¥ûð9 ÌÒï· *lk ê¼ÝA`|ÝÓ§o×úªÓ {0ôËA+ú-Y@Öû¹F¦©ÆD Uv õåVL&:¤åÌðó¬¯¶è ,ÂRêÑl´k¥¯B¯Æl 0Õ)yµóÎÍ¼ð^l ¯ì8Ô<ø0Û =ö±«#H,^l©µVõxI_À üç^³øèÛòÌoòhÙÚöÒ0ýR xS<.åx4æÛôÿ< îÄð)j åWß%L Biåôî {z±] ôÐÁ y~9òÞówãQ÷2b oñg87÷`Ñûp½NÆãØàU0 È´¨¨Íßübï²X? ðD)ÑxûÀïDüþ!m}.Ë*Óº(½ç=ó>â]ÔVÕ£ÑípûÖbÖ/ªÜÝ×jéQýøþ.E(ÀO<T áV RO4ñRß*Êt@v¤(«mþ-]´{Ux>F¦ºÆ ýdô:^ o¤AÀõtñn Ù ä²³Úpn¬#=>uiß§Y´ßä¸>À@7ý2Üù7½xÅKú±MU6ûì:{çÉë7Ü¾äwîÑjð³PÚ¹Ç( ¥²OlØot 6S1àð õsörê©u bäûDök Û ´6áØ¤þ;Kvp ø!¬Å¬ü©À´wËZ$ Î ºTù¯æÞfàD¥QÄ ¯¥L?s /%É@fÔj ½òñÏ¡¹¿Æ;±/`ù ½Sy`¨mCéH~Ø>B?âãHùtè º^Ô× bRº ôD|ü ÚÃ1ùÃ2ÙW¡Ûnç+óö$§÷N@èÚ u¨êqº{ø%÷»Sa¿øÆHë£î½Áú½Ø ¬ÅÔ±IÛÅ^¤ßÁ+ÊjË^TÑ¾®´Õ{i ¦ $V áëPD^¿v´ø^éZet=yN:ºKÆ$Ù[;eË×©fëg¬,YY?¼Ù`MOKE= e|zgöâ®üã+ÂmK]DÝ/Ý¾{åäNS»bë&Ooü° ì+Ó*aBo O¥ÔLÚã¶0D ôºÓ5 çïGÅïÏ ùlÍùð6Öó«cOå|L©ïÒÀ>_QAï¶ï)×µ Ý ü8= ÊåhsA1´âmKÁ! ÎÆ hk¬Ì`V$âqs:ù;×èva à¶ÁFcos:¢ ë? OrïÞ ÄßCEX¬Eäa ¸ §±éCû# *É%l-åï¨ÅÀ×û½>©Ûú¬z óÂ1 ]l¥°^Qî &WÉe ;aë~±ø98]É# ÙÐGA÷µF¶a°,¦Ç«0VÄ Æ«²Hm¹Í¬ÊÔ^ÍhH[Pc$ :ÌçyúW÷ßºblöä7Íî(u¨fKËÎÈ«±6 Î W*¦¯ ¾nÆ Ñ s Ñ@ä&] ÝVBk©ì*núö +Áxã×õ6ð}Ë$¦ÌèÒwS¸´Ö1°âôU`Û§®©% ís×asö%!ÌÛ$»(nôãá ÙÉ¿Î¡7ÐJëÁz0PìøÚü^uþýÕÏ£/Ñêì EZ2 DE<ÿÿÝ$¥q»¤Uü5$ é³éYP3~0UÑàP¶¶.b«[SjÐÏ//B©]¦Ì¦½m£ó9UÀtÂÍáD<Ó6XùédL] Ò>IÃ§ =SXD÷øÇ¼-lÕÕÎÏ ÎÒ)þQ°?«Ñ(#]U T;4v¥ HÑ>ÄÕÞM~rÊ9ç( 0L]Gt?ÐP5,,¹HùÓõ`# uIå üÓv#}þAu0Î9å.r³÷¦o¬B²átª?µcL(ÿMã çTïÊV;Î ñ@TÛy|yÓAËwt#½¹g;ýñVÕO_Z¸þZ®êÙ ÖUx >ÛëgÀiÀ?Ü¨d·: º][ó»ºWI³/é¸¶ú<vç}VM,#èbÊ¤ZÅTæ¤È oXÙpk,G=T§®ªp¹Üïî [½>ÍÊØ fßDm hmÿ)ô Þ UØ L 2Ù!Ú½»/ HÎ¦» æÄ£ ÿPÒpv³[ÿ¥¥ Gfm ×Ødùy²-: Ílz ~ñ6¢úóézôÿ: JOrZ-]j¢^j ß¡ãÝQû ¸§ÖÏøTÄ4gå:íÜ:¿3Q§K¥#eÙ=¸`Åfp{÷êÀQîÔ£{3ß½m%,Þ»Ý¬³â³ØÜ&DÆg²ÿØ S½Û¬Ø©®é->Øe~6HÞ¼þòOø¸{+¿í{¢`E%«$ÃQS[ïÔÅ }C¡aÌê©}ç9BÂ@ÉSåiã«á;N1s cò gÈYöb ±ZÆúxz1ªÙÒ~ ÅáÃ¦| ~5°&â×t*æ¨2àmáà K` {¸Xä®ªa]¸ EÇ+ùp¤ õÛÌÐÜ»¸k¬ r}Ìäq,Ì×ÅÍ^Ý:^éñ°Ád@¨ âdó ¨ªtÖ£áæißWÛãEÃïþ³Üpt/ú éÿÏNVþæå¡ú±lÐ ³H½`¸X¹N5c§Ê æâZ ÚÓ _ê ;Z |}ÌËDúØÎôâÊ/G¯+ Âã<×|n?g÷l¸ò4ßuS¬æâ3 * n¿7ù³}zwFÞ»÷&°}G©Mj×jÇìÍ»Ó§ÔÒ4·Ý9¼fpòPhû;G&k§ ]µNdÅøÍºíá¡ÙÕÒJ#µªUópÔ© áßM®/ÈàôÕâ fS¹âyº}å¥¯} Jô¬×çùþ7ÿ(!±Tã SäHG×i6³fþrë2¯~` &yÎ¶XyÅ¢S? w¼-ÇåC2£ò@Ä¾BvU/¾bî!àü4è;-¸kN ngÃ%ÂI3§·ÝXÚ AìUê+D- àu Ç ót ©_Ã^|êwæWá7½±Êë{1·¤ :Ð ¨Á NÃ&¦>Hü¼pc-&!úzW8áÊZð6e µQ ¢0¢3´YKc³9xV ñØïÒâÆÃUBÙ>ÿ R[ FCÐº¯5ð2 @ Ü~>¦ä_h þ×âÖ âôÚ4 Qh3Kó ¨öK*%Î§<íhÂ «ïâ|ÝZ9³y x¦WæX! )tüTo÷T9QÓFøÜT¶¡Ò WÑ©m, É¨g8 ÆLC¾ÈÞõ£znß]ðú óè3[»cÚ@yLÎ ÈÊN*²¬¹©4ì6ì¯ie<f× ¢fè|±rázâþb*5-Øó !øû õ=1ß? <Ï÷ Î|+y· M>ªè v _ÆP´Ò/ kÅÆ]ÔsÛ5µ¬Ý»{ezf¾² C²RæÅÓ½×¶<Õ°dò»à=·À 7ó9Dïù½¢uzî 2ù-íóÞ »È¬â¨0N)åoÓðåM ñápØÜcìOór®qP3í°T×^þX5ôT¿ÿªRÀ§¦Üùùé«ôÙÊ&ÕÝÓ0MN[Ì~¬¤ðZüìu3?4W¶ÝØr*}% 3|«¨,u´åÕp Q ¤xÖÖeÔQ½ØúÏLS¶dV°Z1}A£Å¢_¢Ëj¿d²ØÝ>jåvÕþ(ÏNÝ Z£î¥ ©núÉéÇ±ûûª¯ÂïÊaÖ¾ñ»5zeï÷Pp¸ÚæÍÇßpO:´ù¢ûø£æ{kÖ] ^¦FiA ùQ ÂØ©È>ÅìùÚPUÓlÛNïØH±Ú]Í1ÙîZ©Èáä0·Y½ÿ£ú°íîNc©üÉè¸Awå3½ <øw?B¬Uª46P#_®AÜë«¾è ·ÈÕ¬VS3Pu:³Ô³iÿæiwÄçæ[ ¢°Zæ[À Ö «^÷1<Ò¶¥8eæ HÕìµøÌ]j7»npYØO,É ÿ1ÁÄy1ÕLÿÈBtÊyÁH]x¹(â ko¤¤rÆ5s¿o Í§xßä¸á4F¸+: ÿò?d{Ç:Srà?õt}Ü?-ûÆf@Ü }¹ ÿÿñO « Öáûs¡$Ñ,ÉOÄô¾Ï¤ ¢A,Ì!¬¸#ºe §ßgE¬©zLi¸.óÙ2> PoÁµ!Êb.9- ÆQMåù®^x6x¬N¡ºvSG S¶l*q×ü3ïã L) ð×=e÷s§Dõ®Ä¼ª³§#Ì½U çÈBêµâO]X÷.Õ* ³?©vx«ï6¡× £s tØ«·^_ f?1$ãÁß`ÚZ·Àu¬WÐÌ(Ø°ø{ c.vL©ºLÉ 1 % wJhcSÄñüË~^ ¸äBVÆ¬ô.¡*Zø°ÒmxÎrwOîdïzØ`>µÜy¬,vØ(¤¿àút «íìÏd æx²¾c0nPùÑþÝæª;¨FØÓFµM¨l_ygÿ^^ª-jl¦ Ü¹BÀ%ô% Û% Wÿà A;Z¹ÏÉþñÀ§ RyWØl¤(ìY5é rLîøb¼%1U0Ô÷`ê¢îÅmüÒÊ|Ô3óÏÅø«Ø )vgåØz¤ÑdZ×`Ï §Á°]GþùÒ ±$ì¿uVöáb@¾8Í§9 r9 ÎçHeò(ºçïQ:Ïçý¥ÃÂÎ#Ø *w×¤Ì²Asë æ¦J½àD#â¿g®9 aVRS 0gIôÙ×Pwò ·$àú â KVLw¡s£`m0¨ ~ÃhÃ,©fïQæ ÈY·¢&jv? É«É Æý7O 1ËÌØrÙµ?séÝgIßh Hº <AûAÎÍ[9¤aágÂM`NYÄ8°Qgõ9±B¯ã$¹ à/ ßz!°9w è C DwCÄÌ²8þÉ·LB B ^é¤6 4²¥ÅÔ{ÿãÊ),kµøÀ4[:E c¼êÞí)ákXMUÛéùlJF}»kÈl ;s bû?EÝkéLõñ[rÔ£-¿?V]êºåýÆO¸È¨4:çL:ãR³ Ç nãfO; ËGGI3ÝºR <Úûßú ·3Y%9B(©»¾WÕmE¸À÷%§Ü,zæwÖªÛ ü¼×¢CÚÙûÎyÆnºÝÜr»¿Òrló÷étµeb«ß+bæéùi(¨!°îÎ{¨Úy°fÿ©³´è~Éê f< 3t¦ý vBNó#VÄ4úT3ÁfI</ Òâ#þ¶u ó¢´ÑËk i;kBºÍþÑt(²Ôw³gÏºo¶/U½uÉÍ2Ý1ÜîPÚh+RØ¤¸ ;m+| ;ô¥¦(q´ü¯é+í¹ à_¥ !¤èFËã£§HÀaÞ a&rÛ ¸ï¢»)ÿ<ðPGk)×O{ AØ rü ¦¦pµZ×,Þ$ ÿ§£÷Á q ÄÅÏÇ×ß·rWW|õ! hÂë,Æ5/s ë pA; çÏï%~D9 ×0²3÷ ¦½ávvÇkOüqá¦øõ vCH×47C±}É%ë®u%Æð[#é[Ë¥3¼@D«§52eÉ ò ¦ºÇì :¬} ¼kÄp GígoNWÓ(yÕ/ømÕ=Tãý¨C}*³»«®hë([>,Ö²°3°Y¿Ýo¥W ÅÐö XdM öK§;Ð¦ÇiÌjEOàSßwDvJò-÷8æ£ID öø£mYË×c-§ cJ; ¸ ã--xªpo pÈB ]_n X½2ä çÞ¿á 5¨ tã ´o&c.HüHÌ$eºÖ¸âV ^f·Zf¦ë¼Ù V2v4.1@ l úÒ¶xÓfÊ÷A®1WrvüØ]n/iÀA)+Ö±ØÈz 2#+jH è]Àî=g¬ F 2 |Ý8Ø·K´åÕæì¢HfaÍXOÓgð ç Ø¾Ó¶=_}V½´FëI}ÑåN8Þÿ1`biQ?Åa¬KÓ;Ëß¬s à K %`³}KY÷à>ã õe_f .2´öÒîÞW}jârKÈÈkqÛ×är©®Ü:·ü¤ß$ÍØã ä¨,rìdýËH2MZ§~ Bmxêä×Yo ö/`nb²îf&ÄY þJ/îúÆnt2Åp²1ë$ºòLÒ6JÓÍ ÿ 0°ÇMÑá¥2»®.ÈÚÓ¸³çàÕHc×)Åìá>[ÓÚ²É´ ãÐr UØ*ä¾² 3üµqÅñ>/öWÜ0¿x Uá[Ê}:¿åýIA ÓUôx×¬Ô ³I¢#qïBÅOO0Cc_c. ä9% ÁKCsìÛô=ïZ èt9 ìè»£R»g«ÔE&pô GE$/`:×ZííüZ}ÁâÉ¦,à²Õ¾Sº½9ÂË t_T`õåI%9Gá&¤½/¹ï G.: $:m)0;Ý&ùû¬ÌZ´àvu½*tÿyÄn¾ÝUJ¬OÛþ¦V¥wmú® òÍK¥|l¤P£aü®Ãl &2«+²«Wé¢à ¸l ØºCPåØ5AâMì¶iãÕíÑ¶1ÓH{oÒÐ B ~ü }È¤] É >â9Øjªì¿Ûëå/µùÜFél ²Ì¹Axg qËe ôA âÈo ñHÑðF´ðLÖÚ´¦uk@Ç¨X_U]Ø®ªXÅæ¼üYs0ïëÛK¸t¤l¶ø±mÝSg È ÿCQVi êÝdoòA© ìf³¿â»x Omd|[N{mOÃ2Áü Õj<h Ö¥ ÷[>~ _Y£^´ßfçR`Ø£æD¦ÍjµuòÎï(ôJôVYÑãÔÞB¦X½§h!Düi~üwIPÔTâ$ï¥:ûøïiV½AðÃ 8+Mf¯ ÿ¥ 6ãì`Ààü»eNb Z sk`¼=Ñeéì$âhÕßÁåÜ´óË¹9Ù o+dº¸vÌÔXý¨ÄIÒï©§ :,Ú9].ªzJ &üîÓáÛêºþ+c|Z#ÇC¿ó;¡¶$çíÔ B7ý©/aØØ_û´}ãº ÂAëÈfÑ> !Ð,û;±á{÷à®jwFlX[8-sãP;¡ÎD(pÓê_y¨øv¶f éêe9 Úm8B«2ÔlM´áÚ: [4, 38, 968, 2573]
- scroll-up-arrow-icon[interactable]: ▲: [976, 36, 989, 50]
- menu-edit[interactable]: Edit: [33, 22, 51, 32]
- title-bar[interactable]: [1, 1, 989, 19]
- scroll-down-arrow-icon[interactable]: ▼: [976, 2561, 989, 2575]
- maximize-button[interactable]: □: [926, 2, 947, 16]
- text-editor-area[interactable]: [2, 36, 975, 2575]
- left-edge-marker: [1, 1763, 3, 1773]
- scrollbar-thumb[interactable]: [977, 51, 988, 1247]
- menu-file[interactable]: File: [8, 22, 24, 32]
- vertical-scrollbar[interactable]: [975, 36, 989, 2575]
- menu-bar: [1, 19, 989, 36]
